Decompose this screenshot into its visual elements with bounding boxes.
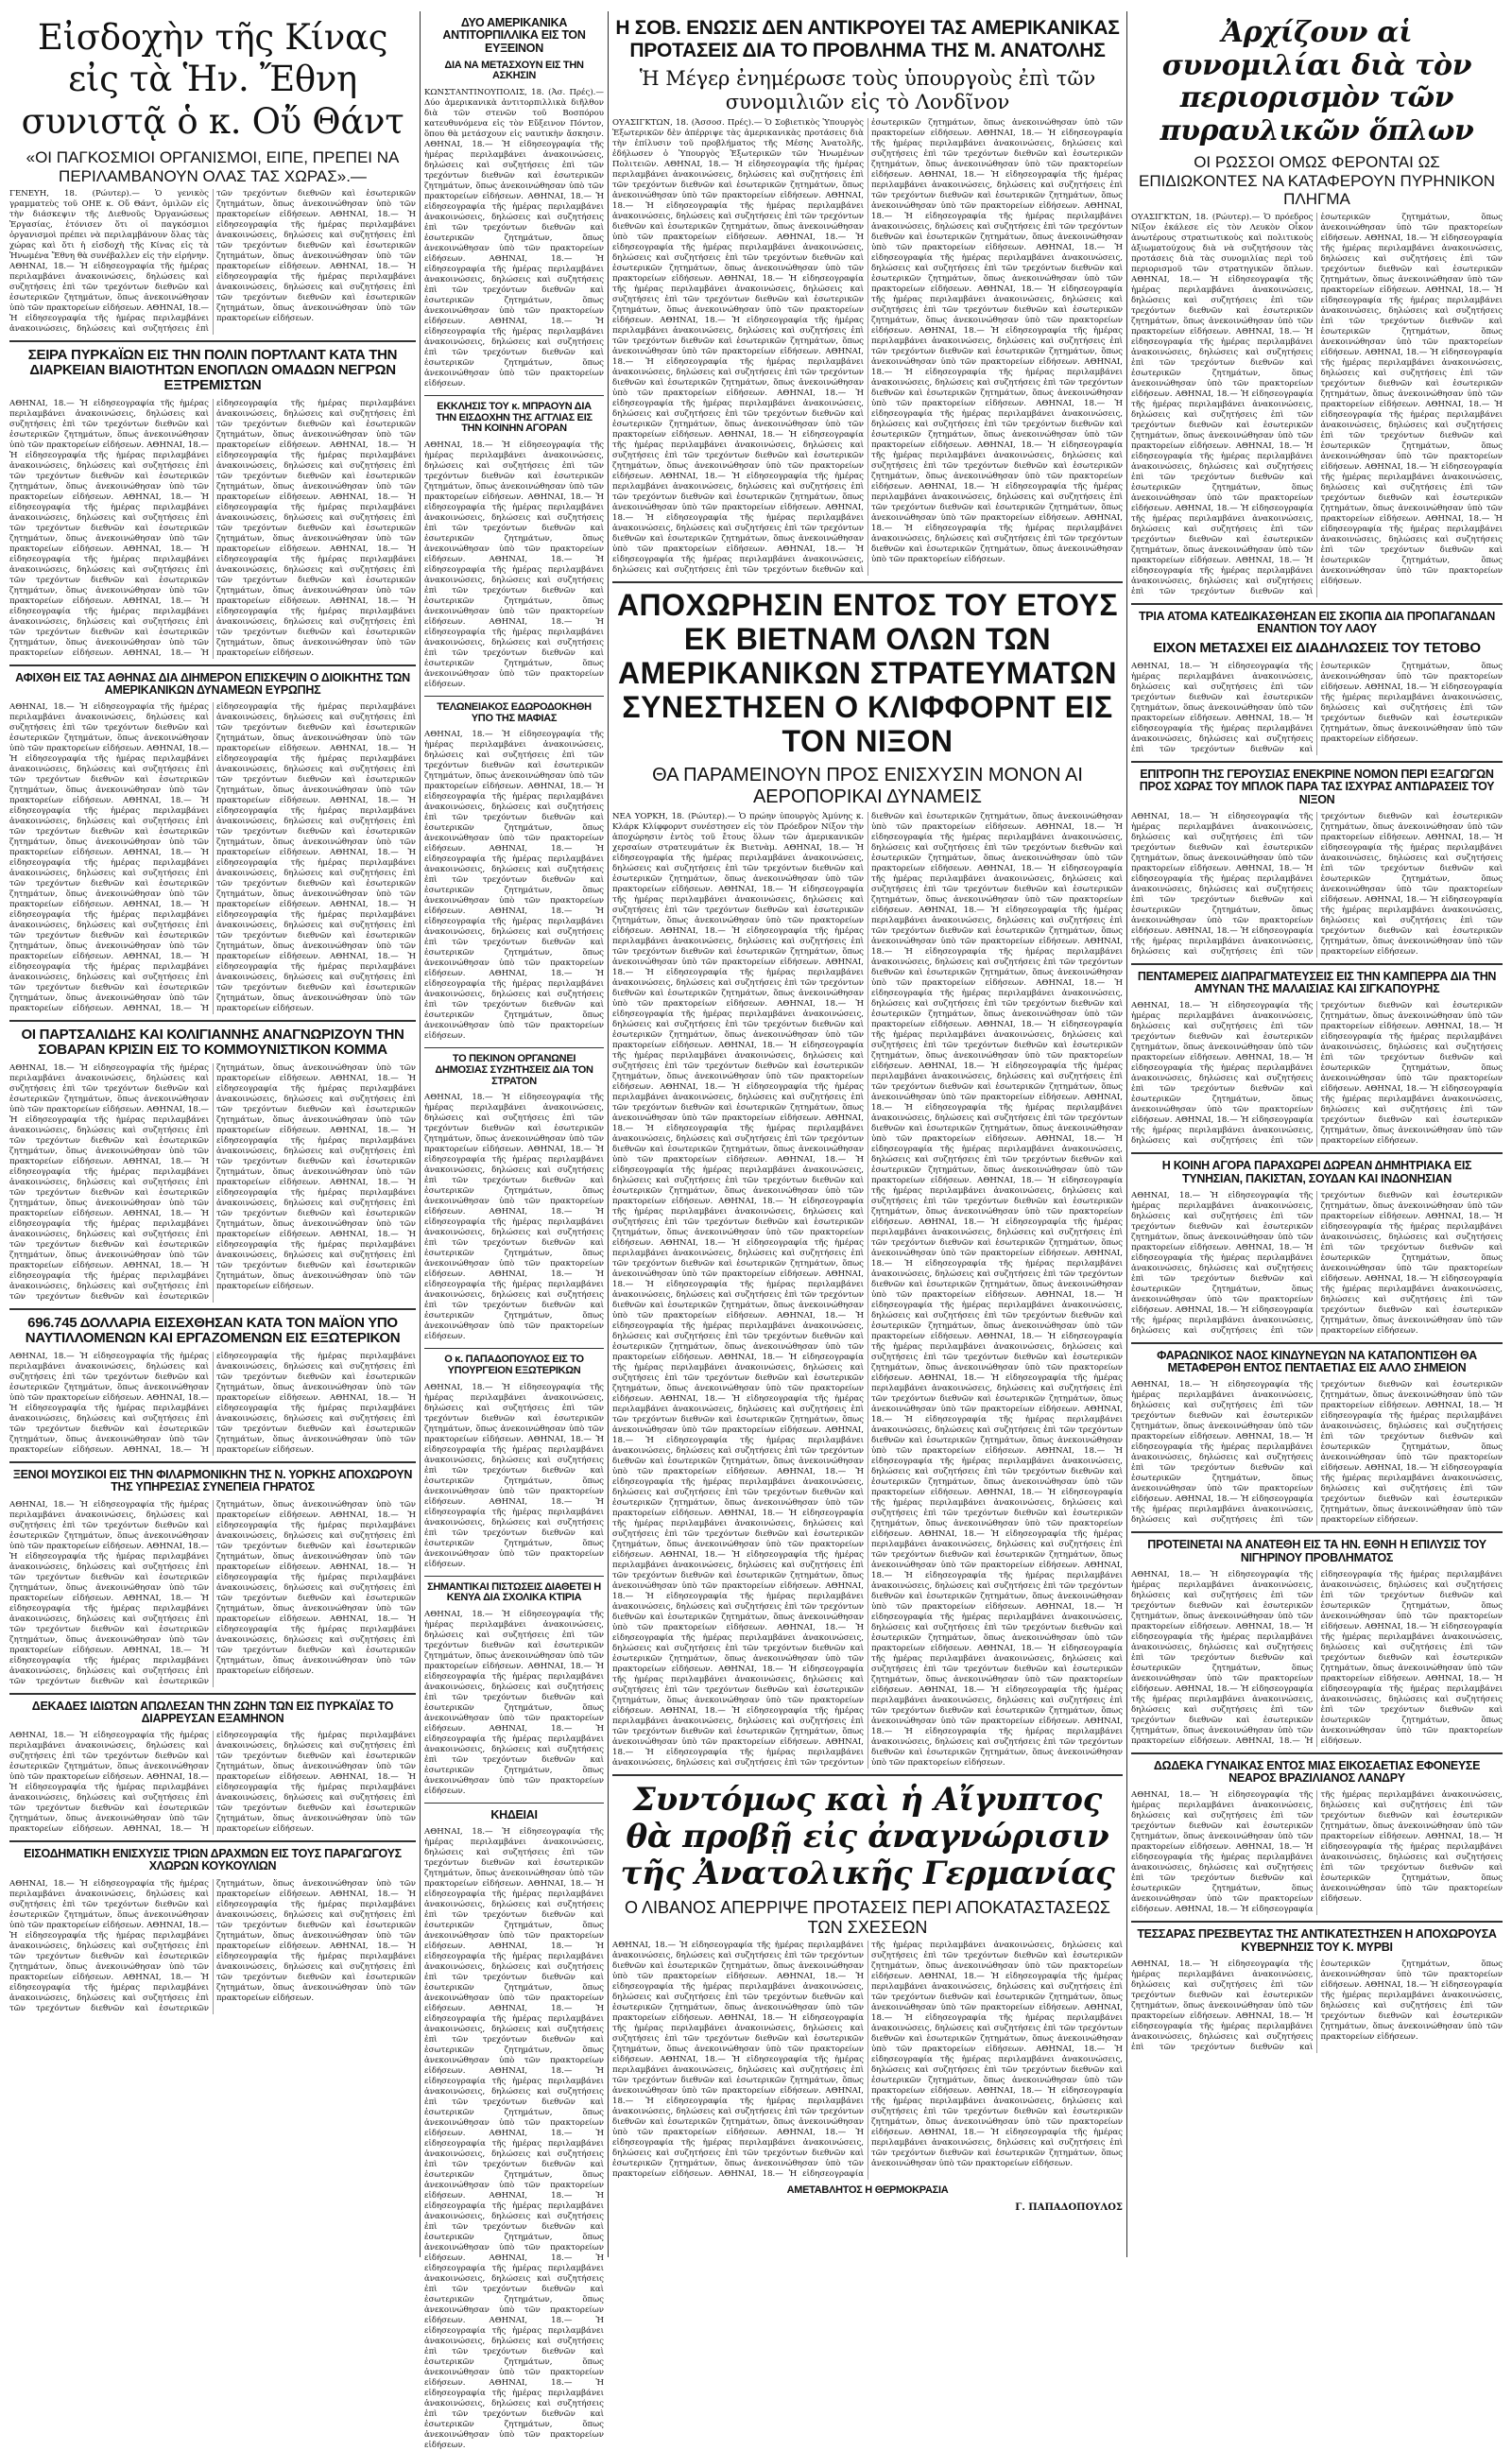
headline-fire-deaths: ΔΕΚΑΔΕΣ ΙΔΙΩΤΩΝ ΑΠΩΛΕΣΑΝ ΤΗΝ ΖΩΗΝ ΤΩΝ ΕΙΣ ΠΥΡΚΑΪΑΣ ΤΟ ΔΙΑΡΡΕΥΣΑΝ ΕΞΑΜΗΝΟΝ — [31, 1699, 394, 1725]
headline-portland-fires: ΣΕΙΡΑ ΠΥΡΚΑΪΩΝ ΕΙΣ ΤΗΝ ΠΟΛΙΝ ΠΟΡΤΛΑΝΤ ΚΑΤΑ ΤΗΝ ΔΙΑΡΚΕΙΑΝ ΒΙΑΙΟΤΗΤΩΝ ΕΝΟΠΛΩΝ ΟΜΑΔΩΝ ΝΕΓΡΩΝ ΕΞΤΡΕΜΙΣΤΩΝ — [27, 347, 398, 394]
headline-skopje: ΤΡΙΑ ΑΤΟΜΑ ΚΑΤΕΔΙΚΑΣΘΗΣΑΝ ΕΙΣ ΣΚΟΠΙΑ ΔΙΑ ΠΡΟΠΑΓΑΝΔΑΝ ΕΝΑΝΤΙΟΝ ΤΟΥ ΛΑΟΥ — [1138, 609, 1496, 635]
article-text: ΑΘΗΝΑΙ, 18.— Ἡ εἰδησεογραφία τῆς ἡμέρας περιλαμβάνει ἀνακοινώσεις, δηλώσεις καὶ συζητήσεις ἐπὶ τῶν τρεχόντων διεθνῶν καὶ ἐσωτερικῶν ζητημάτων, ὅπως ἀνεκοινώθησαν ὑπὸ τῶν πρακτορείων εἰδήσεων. ΑΘΗΝΑΙ, 18.— Ἡ εἰδησεογραφία τῆς ἡμέρας περιλαμβάνει ἀνακοινώσεις, δηλώσεις καὶ συζητήσεις ἐπὶ τῶν τρεχόντων διεθνῶν καὶ ἐσωτερικῶν ζητημάτων, ὅπως ἀνεκοινώθησαν ὑπὸ τῶν πρακτορείων εἰδήσεων. ΑΘΗΝΑΙ, 18.— Ἡ εἰδησεογραφία τῆς ἡμέρας περιλαμβάνει ἀνακοινώσεις, δηλώσεις καὶ συζητήσεις ἐπὶ τῶν τρεχόντων διεθνῶν καὶ ἐσωτερικῶν ζητημάτων, ὅπως ἀνεκοινώθησαν ὑπὸ τῶν πρακτορείων εἰδήσεων. ΑΘΗΝΑΙ, 18.— Ἡ εἰδησεογραφία τῆς ἡμέρας περιλαμβάνει ἀνακοινώσεις, δηλώσεις καὶ συζητήσεις ἐπὶ τῶν τρεχόντων διεθνῶν καὶ ἐσωτερικῶν ζητημάτων, ὅπως ἀνεκοινώθησαν ὑπὸ τῶν πρακτορείων εἰδήσεων. — [1131, 1790, 1503, 1915]
headline-kenya-schools: ΣΗΜΑΝΤΙΚΑΙ ΠΙΣΤΩΣΕΙΣ ΔΙΑΘΕΤΕΙ Η ΚΕΝΥΑ ΔΙΑ ΣΧΟΛΙΚΑ ΚΤΙΡΙΑ — [427, 1580, 601, 1604]
article-text: ΑΘΗΝΑΙ, 18.— Ἡ εἰδησεογραφία τῆς ἡμέρας περιλαμβάνει ἀνακοινώσεις, δηλώσεις καὶ συζητήσεις ἐπὶ τῶν τρεχόντων διεθνῶν καὶ ἐσωτερικῶν ζητημάτων, ὅπως ἀνεκοινώθησαν ὑπὸ τῶν πρακτορείων εἰδήσεων. ΑΘΗΝΑΙ, 18.— Ἡ εἰδησεογραφία τῆς ἡμέρας περιλαμβάνει ἀνακοινώσεις, δηλώσεις καὶ συζητήσεις ἐπὶ τῶν τρεχόντων διεθνῶν καὶ ἐσωτερικῶν ζητημάτων, ὅπως ἀνεκοινώθησαν ὑπὸ τῶν πρακτορείων εἰδήσεων. ΑΘΗΝΑΙ, 18.— Ἡ εἰδησεογραφία τῆς ἡμέρας περιλαμβάνει ἀνακοινώσεις, δηλώσεις καὶ συζητήσεις ἐπὶ τῶν τρεχόντων διεθνῶν καὶ ἐσωτερικῶν ζητημάτων, ὅπως ἀνεκοινώθησαν ὑπὸ τῶν πρακτορείων εἰδήσεων. ΑΘΗΝΑΙ, 18.— Ἡ εἰδησεογραφία τῆς ἡμέρας περιλαμβάνει ἀνακοινώσεις, δηλώσεις καὶ συζητήσεις ἐπὶ τῶν τρεχόντων διεθνῶν καὶ ἐσωτερικῶν ζητημάτων, ὅπως ἀνεκοινώθησαν ὑπὸ τῶν πρακτορείων εἰδήσεων. — [9, 1731, 416, 1834]
article-text: ΑΘΗΝΑΙ, 18.— Ἡ εἰδησεογραφία τῆς ἡμέρας περιλαμβάνει ἀνακοινώσεις, δηλώσεις καὶ συζητήσεις ἐπὶ τῶν τρεχόντων διεθνῶν καὶ ἐσωτερικῶν ζητημάτων, ὅπως ἀνεκοινώθησαν ὑπὸ τῶν πρακτορείων εἰδήσεων. ΑΘΗΝΑΙ, 18.— Ἡ εἰδησεογραφία τῆς ἡμέρας περιλαμβάνει ἀνακοινώσεις, δηλώσεις καὶ συζητήσεις ἐπὶ τῶν τρεχόντων διεθνῶν καὶ ἐσωτερικῶν ζητημάτων, ὅπως ἀνεκοινώθησαν ὑπὸ τῶν πρακτορείων εἰδήσεων. ΑΘΗΝΑΙ, 18.— Ἡ εἰδησεογραφία τῆς ἡμέρας περιλαμβάνει ἀνακοινώσεις, δηλώσεις καὶ συζητήσεις ἐπὶ τῶν τρεχόντων διεθνῶν καὶ ἐσωτερικῶν ζητημάτων, ὅπως ἀνεκοινώθησαν ὑπὸ τῶν πρακτορείων εἰδήσεων. ΑΘΗΝΑΙ, 18.— Ἡ εἰδησεογραφία τῆς ἡμέρας περιλαμβάνει ἀνακοινώσεις, δηλώσεις καὶ συζητήσεις ἐπὶ τῶν τρεχόντων διεθνῶν καὶ ἐσωτερικῶν ζητημάτων, ὅπως ἀνεκοινώθησαν ὑπὸ τῶν πρακτορείων εἰδήσεων. — [424, 1093, 604, 1342]
article-text: ΑΘΗΝΑΙ, 18.— Ἡ εἰδησεογραφία τῆς ἡμέρας περιλαμβάνει ἀνακοινώσεις, δηλώσεις καὶ συζητήσεις ἐπὶ τῶν τρεχόντων διεθνῶν καὶ ἐσωτερικῶν ζητημάτων, ὅπως ἀνεκοινώθησαν ὑπὸ τῶν πρακτορείων εἰδήσεων. ΑΘΗΝΑΙ, 18.— Ἡ εἰδησεογραφία τῆς ἡμέρας περιλαμβάνει ἀνακοινώσεις, δηλώσεις καὶ συζητήσεις ἐπὶ τῶν τρεχόντων διεθνῶν καὶ ἐσωτερικῶν ζητημάτων, ὅπως ἀνεκοινώθησαν ὑπὸ τῶν πρακτορείων εἰδήσεων. ΑΘΗΝΑΙ, 18.— Ἡ εἰδησεογραφία τῆς ἡμέρας περιλαμβάνει ἀνακοινώσεις, δηλώσεις καὶ συζητήσεις ἐπὶ τῶν τρεχόντων διεθνῶν καὶ ἐσωτερικῶν ζητημάτων, ὅπως ἀνεκοινώθησαν ὑπὸ τῶν πρακτορείων εἰδήσεων. ΑΘΗΝΑΙ, 18.— Ἡ εἰδησεογραφία τῆς ἡμέρας περιλαμβάνει ἀνακοινώσεις, δηλώσεις καὶ συζητήσεις ἐπὶ τῶν τρεχόντων διεθνῶν καὶ ἐσωτερικῶν ζητημάτων, ὅπως ἀνεκοινώθησαν ὑπὸ τῶν πρακτορείων εἰδήσεων. ΑΘΗΝΑΙ, 18.— Ἡ εἰδησεογραφία τῆς ἡμέρας περιλαμβάνει ἀνακοινώσεις, δηλώσεις καὶ συζητήσεις ἐπὶ τῶν τρεχόντων διεθνῶν καὶ ἐσωτερικῶν ζητημάτων, ὅπως ἀνεκοινώθησαν ὑπὸ τῶν πρακτορείων εἰδήσεων. — [1131, 1001, 1503, 1147]
article-text: ΑΘΗΝΑΙ, 18.— Ἡ εἰδησεογραφία τῆς ἡμέρας περιλαμβάνει ἀνακοινώσεις, δηλώσεις καὶ συζητήσεις ἐπὶ τῶν τρεχόντων διεθνῶν καὶ ἐσωτερικῶν ζητημάτων, ὅπως ἀνεκοινώθησαν ὑπὸ τῶν πρακτορείων εἰδήσεων. ΑΘΗΝΑΙ, 18.— Ἡ εἰδησεογραφία τῆς ἡμέρας περιλαμβάνει ἀνακοινώσεις, δηλώσεις καὶ συζητήσεις ἐπὶ τῶν τρεχόντων διεθνῶν καὶ ἐσωτερικῶν ζητημάτων, ὅπως ἀνεκοινώθησαν ὑπὸ τῶν πρακτορείων εἰδήσεων. ΑΘΗΝΑΙ, 18.— Ἡ εἰδησεογραφία τῆς ἡμέρας περιλαμβάνει ἀνακοινώσεις, δηλώσεις καὶ συζητήσεις ἐπὶ τῶν τρεχόντων διεθνῶν καὶ ἐσωτερικῶν ζητημάτων, ὅπως ἀνεκοινώθησαν ὑπὸ τῶν πρακτορείων εἰδήσεων. ΑΘΗΝΑΙ, 18.— Ἡ εἰδησεογραφία τῆς ἡμέρας περιλαμβάνει ἀνακοινώσεις, δηλώσεις καὶ συζητήσεις ἐπὶ τῶν τρεχόντων διεθνῶν καὶ ἐσωτερικῶν ζητημάτων, ὅπως ἀνεκοινώθησαν ὑπὸ τῶν πρακτορείων εἰδήσεων. ΑΘΗΝΑΙ, 18.— Ἡ εἰδησεογραφία τῆς ἡμέρας περιλαμβάνει ἀνακοινώσεις, δηλώσεις καὶ συζητήσεις ἐπὶ τῶν τρεχόντων διεθνῶν καὶ ἐσωτερικῶν ζητημάτων, ὅπως ἀνεκοινώθησαν ὑπὸ τῶν πρακτορείων εἰδήσεων. — [1131, 1190, 1503, 1336]
article-text: ΑΘΗΝΑΙ, 18.— Ἡ εἰδησεογραφία τῆς ἡμέρας περιλαμβάνει ἀνακοινώσεις, δηλώσεις καὶ συζητήσεις ἐπὶ τῶν τρεχόντων διεθνῶν καὶ ἐσωτερικῶν ζητημάτων, ὅπως ἀνεκοινώθησαν ὑπὸ τῶν πρακτορείων εἰδήσεων. ΑΘΗΝΑΙ, 18.— Ἡ εἰδησεογραφία τῆς ἡμέρας περιλαμβάνει ἀνακοινώσεις, δηλώσεις καὶ συζητήσεις ἐπὶ τῶν τρεχόντων διεθνῶν καὶ ἐσωτερικῶν ζητημάτων, ὅπως ἀνεκοινώθησαν ὑπὸ τῶν πρακτορείων εἰδήσεων. ΑΘΗΝΑΙ, 18.— Ἡ εἰδησεογραφία τῆς ἡμέρας περιλαμβάνει ἀνακοινώσεις, δηλώσεις καὶ συζητήσεις ἐπὶ τῶν τρεχόντων διεθνῶν καὶ ἐσωτερικῶν ζητημάτων, ὅπως ἀνεκοινώθησαν ὑπὸ τῶν πρακτορείων εἰδήσεων. — [1131, 1959, 1503, 2052]
subheadline-meir: Ἡ Μέγερ ἐνημέρωσε τοὺς ὑπουργοὺς ἐπὶ τῶν συνομιλιῶν εἰς τὸ Λονδῖνον — [639, 67, 1096, 114]
subheadline-tetovo: ΕΙΧΟΝ ΜΕΤΑΣΧΕΙ ΕΙΣ ΔΙΑΔΗΛΩΣΕΙΣ ΤΟΥ ΤΕΤΟΒΟ — [1153, 640, 1481, 657]
article-text: ΑΘΗΝΑΙ, 18.— Ἡ εἰδησεογραφία τῆς ἡμέρας περιλαμβάνει ἀνακοινώσεις, δηλώσεις καὶ συζητήσεις ἐπὶ τῶν τρεχόντων διεθνῶν καὶ ἐσωτερικῶν ζητημάτων, ὅπως ἀνεκοινώθησαν ὑπὸ τῶν πρακτορείων εἰδήσεων. ΑΘΗΝΑΙ, 18.— Ἡ εἰδησεογραφία τῆς ἡμέρας περιλαμβάνει ἀνακοινώσεις, δηλώσεις καὶ συζητήσεις ἐπὶ τῶν τρεχόντων διεθνῶν καὶ ἐσωτερικῶν ζητημάτων, ὅπως ἀνεκοινώθησαν ὑπὸ τῶν πρακτορείων εἰδήσεων. ΑΘΗΝΑΙ, 18.— Ἡ εἰδησεογραφία τῆς ἡμέρας περιλαμβάνει ἀνακοινώσεις, δηλώσεις καὶ συζητήσεις ἐπὶ τῶν τρεχόντων διεθνῶν καὶ ἐσωτερικῶν ζητημάτων, ὅπως ἀνεκοινώθησαν ὑπὸ τῶν πρακτορείων εἰδήσεων. ΑΘΗΝΑΙ, 18.— Ἡ εἰδησεογραφία τῆς ἡμέρας περιλαμβάνει ἀνακοινώσεις, δηλώσεις καὶ συζητήσεις ἐπὶ τῶν τρεχόντων διεθνῶν καὶ ἐσωτερικῶν ζητημάτων, ὅπως ἀνεκοινώθησαν ὑπὸ τῶν πρακτορείων εἰδήσεων. ΑΘΗΝΑΙ, 18.— Ἡ εἰδησεογραφία τῆς ἡμέρας περιλαμβάνει ἀνακοινώσεις, δηλώσεις καὶ συζητήσεις ἐπὶ τῶν τρεχόντων διεθνῶν καὶ ἐσωτερικῶν ζητημάτων, ὅπως ἀνεκοινώθησαν ὑπὸ τῶν πρακτορείων εἰδήσεων. ΑΘΗΝΑΙ, 18.— Ἡ εἰδησεογραφία τῆς ἡμέρας περιλαμβάνει ἀνακοινώσεις, δηλώσεις καὶ συζητήσεις ἐπὶ τῶν τρεχόντων διεθνῶν καὶ ἐσωτερικῶν ζητημάτων, ὅπως ἀνεκοινώθησαν ὑπὸ τῶν πρακτορείων εἰδήσεων. ΑΘΗΝΑΙ, 18.— Ἡ εἰδησεογραφία τῆς ἡμέρας περιλαμβάνει ἀνακοινώσεις, δηλώσεις καὶ συζητήσεις ἐπὶ τῶν τρεχόντων διεθνῶν καὶ ἐσωτερικῶν ζητημάτων, ὅπως ἀνεκοινώθησαν ὑπὸ τῶν πρακτορείων εἰδήσεων. ΑΘΗΝΑΙ, 18.— Ἡ εἰδησεογραφία τῆς ἡμέρας περιλαμβάνει ἀνακοινώσεις, δηλώσεις καὶ συζητήσεις ἐπὶ τῶν τρεχόντων διεθνῶν καὶ ἐσωτερικῶν ζητημάτων, ὅπως ἀνεκοινώθησαν ὑπὸ τῶν πρακτορείων εἰδήσεων. ΑΘΗΝΑΙ, 18.— Ἡ εἰδησεογραφία τῆς ἡμέρας περιλαμβάνει ἀνακοινώσεις, δηλώσεις καὶ συζητήσεις ἐπὶ τῶν τρεχόντων διεθνῶν καὶ ἐσωτερικῶν ζητημάτων, ὅπως ἀνεκοινώθησαν ὑπὸ τῶν πρακτορείων εἰδήσεων. ΑΘΗΝΑΙ, 18.— Ἡ εἰδησεογραφία τῆς ἡμέρας περιλαμβάνει ἀνακοινώσεις, δηλώσεις καὶ συζητήσεις ἐπὶ τῶν τρεχόντων διεθνῶν καὶ ἐσωτερικῶν ζητημάτων, ὅπως ἀνεκοινώθησαν ὑπὸ τῶν πρακτορείων εἰδήσεων. ΑΘΗΝΑΙ, 18.— Ἡ εἰδησεογραφία τῆς ἡμέρας περιλαμβάνει ἀνακοινώσεις, δηλώσεις καὶ συζητήσεις ἐπὶ τῶν τρεχόντων διεθνῶν καὶ ἐσωτερικῶν ζητημάτων, ὅπως ἀνεκοινώθησαν ὑπὸ τῶν πρακτορείων εἰδήσεων. ΑΘΗΝΑΙ, 18.— Ἡ εἰδησεογραφία τῆς ἡμέρας περιλαμβάνει ἀνακοινώσεις, δηλώσεις καὶ συζητήσεις ἐπὶ τῶν τρεχόντων διεθνῶν καὶ ἐσωτερικῶν ζητημάτων, ὅπως ἀνεκοινώθησαν ὑπὸ τῶν πρακτορείων εἰδήσεων. — [612, 1941, 1123, 2180]
headline-vietnam-withdrawal: ΑΠΟΧΩΡΗΣΙΝ ΕΝΤΟΣ ΤΟΥ ΕΤΟΥΣ ΕΚ ΒΙΕΤΝΑΜ ΟΛΩΝ ΤΩΝ ΑΜΕΡΙΚΑΝΙΚΩΝ ΣΤΡΑΤΕΥΜΑΤΩΝ ΣΥΝΕΣΤΗΣΕΝ Ο ΚΛΙΦΦΟΡΝΤ ΕΙΣ ΤΟΝ ΝΙΞΟΝ — [616, 588, 1119, 758]
headline-senate-exports: ΕΠΙΤΡΟΠΗ ΤΗΣ ΓΕΡΟΥΣΙΑΣ ΕΝΕΚΡΙΝΕ ΝΟΜΟΝ ΠΕΡΙ ΕΞΑΓΩΓΩΝ ΠΡΟΣ ΧΩΡΑΣ ΤΟΥ ΜΠΛΟΚ ΠΑΡΑ ΤΑΣ ΙΣΧΥΡΑΣ ΑΝΤΙΔΡΑΣΕΙΣ ΤΟΥ ΝΙΞΟΝ — [1139, 768, 1495, 806]
headline-pharaonic-temple: ΦΑΡΑΩΝΙΚΟΣ ΝΑΟΣ ΚΙΝΔΥΝΕΥΩΝ ΝΑ ΚΑΤΑΠΟΝΤΙΣΘΗ ΘΑ ΜΕΤΑΦΕΡΘΗ ΕΝΤΟΣ ΠΕΝΤΑΕΤΙΑΣ ΕΙΣ ΑΛΛΟ ΣΗΜΕΙΟΝ — [1157, 1348, 1477, 1375]
headline-brown-appeal: ΕΚΚΛΗΣΙΣ ΤΟΥ κ. ΜΠΡΑΟΥΝ ΔΙΑ ΤΗΝ ΕΙΣΔΟΧΗΝ ΤΗΣ ΑΓΓΛΙΑΣ ΕΙΣ ΤΗΝ ΚΟΙΝΗΝ ΑΓΟΡΑΝ — [436, 401, 593, 435]
headline-arms-talks: Ἀρχίζουν αἱ συνομιλίαι διὰ τὸν περιορισμὸν τῶν πυραυλικῶν ὅπλων — [1160, 16, 1474, 147]
article-text: ΑΘΗΝΑΙ, 18.— Ἡ εἰδησεογραφία τῆς ἡμέρας περιλαμβάνει ἀνακοινώσεις, δηλώσεις καὶ συζητήσεις ἐπὶ τῶν τρεχόντων διεθνῶν καὶ ἐσωτερικῶν ζητημάτων, ὅπως ἀνεκοινώθησαν ὑπὸ τῶν πρακτορείων εἰδήσεων. ΑΘΗΝΑΙ, 18.— Ἡ εἰδησεογραφία τῆς ἡμέρας περιλαμβάνει ἀνακοινώσεις, δηλώσεις καὶ συζητήσεις ἐπὶ τῶν τρεχόντων διεθνῶν καὶ ἐσωτερικῶν ζητημάτων, ὅπως ἀνεκοινώθησαν ὑπὸ τῶν πρακτορείων εἰδήσεων. ΑΘΗΝΑΙ, 18.— Ἡ εἰδησεογραφία τῆς ἡμέρας περιλαμβάνει ἀνακοινώσεις, δηλώσεις καὶ συζητήσεις ἐπὶ τῶν τρεχόντων διεθνῶν καὶ ἐσωτερικῶν ζητημάτων, ὅπως ἀνεκοινώθησαν ὑπὸ τῶν πρακτορείων εἰδήσεων. ΑΘΗΝΑΙ, 18.— Ἡ εἰδησεογραφία τῆς ἡμέρας περιλαμβάνει ἀνακοινώσεις, δηλώσεις καὶ συζητήσεις ἐπὶ τῶν τρεχόντων διεθνῶν καὶ ἐσωτερικῶν ζητημάτων, ὅπως ἀνεκοινώθησαν ὑπὸ τῶν πρακτορείων εἰδήσεων. — [9, 1352, 416, 1455]
right-column — [1131, 11, 1503, 2257]
headline-communist-crisis: ΟΙ ΠΑΡΤΣΑΛΙΔΗΣ ΚΑΙ ΚΟΛΙΓΙΑΝΝΗΣ ΑΝΑΓΝΩΡΙΖΟΥΝ ΤΗΝ ΣΟΒΑΡΑΝ ΚΡΙΣΙΝ ΕΙΣ ΤΟ ΚΟΜΜΟΥΝΙΣΤΙΚΟΝ ΚΟΜΜΑ — [21, 1027, 404, 1059]
article-text: ΑΘΗΝΑΙ, 18.— Ἡ εἰδησεογραφία τῆς ἡμέρας περιλαμβάνει ἀνακοινώσεις, δηλώσεις καὶ συζητήσεις ἐπὶ τῶν τρεχόντων διεθνῶν καὶ ἐσωτερικῶν ζητημάτων, ὅπως ἀνεκοινώθησαν ὑπὸ τῶν πρακτορείων εἰδήσεων. ΑΘΗΝΑΙ, 18.— Ἡ εἰδησεογραφία τῆς ἡμέρας περιλαμβάνει ἀνακοινώσεις, δηλώσεις καὶ συζητήσεις ἐπὶ τῶν τρεχόντων διεθνῶν καὶ ἐσωτερικῶν ζητημάτων, ὅπως ἀνεκοινώθησαν ὑπὸ τῶν πρακτορείων εἰδήσεων. ΑΘΗΝΑΙ, 18.— Ἡ εἰδησεογραφία τῆς ἡμέρας περιλαμβάνει ἀνακοινώσεις, δηλώσεις καὶ συζητήσεις ἐπὶ τῶν τρεχόντων διεθνῶν καὶ ἐσωτερικῶν ζητημάτων, ὅπως ἀνεκοινώθησαν ὑπὸ τῶν πρακτορείων εἰδήσεων. — [424, 1609, 604, 1796]
headline-funerals: ΚΗΔΕΙΑΙ — [490, 1807, 538, 1821]
column-1 — [9, 11, 416, 2257]
headline-canberra: ΠΕΝΤΑΜΕΡΕΙΣ ΔΙΑΠΡΑΓΜΑΤΕΥΣΕΙΣ ΕΙΣ ΤΗΝ ΚΑΜΠΕΡΡΑ ΔΙΑ ΤΗΝ ΑΜΥΝΑΝ ΤΗΣ ΜΑΛΑΙΣΙΑΣ ΚΑΙ ΣΙΓΚΑΠΟΥΡΗΣ — [1137, 969, 1497, 996]
article-text: ΓΕΝΕΥΗ, 18. (Ρώυτερ).— Ὁ γενικὸς γραμματεὺς τοῦ ΟΗΕ κ. Οὔ Θάντ, ὁμιλῶν εἰς τὴν διάσκεψιν τῆς Διεθνοῦς Ὀργανώσεως Ἐργασίας, ἐτόνισεν ὅτι οἱ παγκόσμιοι ὀργανισμοὶ πρέπει νὰ περιλαμβάνουν ὅλας τὰς χώρας καὶ ὅτι ἡ εἰσδοχὴ τῆς Κίνας εἰς τὰ Ἡνωμένα Ἔθνη θὰ συνέβαλλεν εἰς τὴν εἰρήνην. ΑΘΗΝΑΙ, 18.— Ἡ εἰδησεογραφία τῆς ἡμέρας περιλαμβάνει ἀνακοινώσεις, δηλώσεις καὶ συζητήσεις ἐπὶ τῶν τρεχόντων διεθνῶν καὶ ἐσωτερικῶν ζητημάτων, ὅπως ἀνεκοινώθησαν ὑπὸ τῶν πρακτορείων εἰδήσεων. ΑΘΗΝΑΙ, 18.— Ἡ εἰδησεογραφία τῆς ἡμέρας περιλαμβάνει ἀνακοινώσεις, δηλώσεις καὶ συζητήσεις ἐπὶ τῶν τρεχόντων διεθνῶν καὶ ἐσωτερικῶν ζητημάτων, ὅπως ἀνεκοινώθησαν ὑπὸ τῶν πρακτορείων εἰδήσεων. ΑΘΗΝΑΙ, 18.— Ἡ εἰδησεογραφία τῆς ἡμέρας περιλαμβάνει ἀνακοινώσεις, δηλώσεις καὶ συζητήσεις ἐπὶ τῶν τρεχόντων διεθνῶν καὶ ἐσωτερικῶν ζητημάτων, ὅπως ἀνεκοινώθησαν ὑπὸ τῶν πρακτορείων εἰδήσεων. ΑΘΗΝΑΙ, 18.— Ἡ εἰδησεογραφία τῆς ἡμέρας περιλαμβάνει ἀνακοινώσεις, δηλώσεις καὶ συζητήσεις ἐπὶ τῶν τρεχόντων διεθνῶν καὶ ἐσωτερικῶν ζητημάτων, ὅπως ἀνεκοινώθησαν ὑπὸ τῶν πρακτορείων εἰδήσεων. — [9, 189, 416, 335]
article-text: ΑΘΗΝΑΙ, 18.— Ἡ εἰδησεογραφία τῆς ἡμέρας περιλαμβάνει ἀνακοινώσεις, δηλώσεις καὶ συζητήσεις ἐπὶ τῶν τρεχόντων διεθνῶν καὶ ἐσωτερικῶν ζητημάτων, ὅπως ἀνεκοινώθησαν ὑπὸ τῶν πρακτορείων εἰδήσεων. ΑΘΗΝΑΙ, 18.— Ἡ εἰδησεογραφία τῆς ἡμέρας περιλαμβάνει ἀνακοινώσεις, δηλώσεις καὶ συζητήσεις ἐπὶ τῶν τρεχόντων διεθνῶν καὶ ἐσωτερικῶν ζητημάτων, ὅπως ἀνεκοινώθησαν ὑπὸ τῶν πρακτορείων εἰδήσεων. ΑΘΗΝΑΙ, 18.— Ἡ εἰδησεογραφία τῆς ἡμέρας περιλαμβάνει ἀνακοινώσεις, δηλώσεις καὶ συζητήσεις ἐπὶ τῶν τρεχόντων διεθνῶν καὶ ἐσωτερικῶν ζητημάτων, ὅπως ἀνεκοινώθησαν ὑπὸ τῶν πρακτορείων εἰδήσεων. ΑΘΗΝΑΙ, 18.— Ἡ εἰδησεογραφία τῆς ἡμέρας περιλαμβάνει ἀνακοινώσεις, δηλώσεις καὶ συζητήσεις ἐπὶ τῶν τρεχόντων διεθνῶν καὶ ἐσωτερικῶν ζητημάτων, ὅπως ἀνεκοινώθησαν ὑπὸ τῶν πρακτορείων εἰδήσεων. ΑΘΗΝΑΙ, 18.— Ἡ εἰδησεογραφία τῆς ἡμέρας περιλαμβάνει ἀνακοινώσεις, δηλώσεις καὶ συζητήσεις ἐπὶ τῶν τρεχόντων διεθνῶν καὶ ἐσωτερικῶν ζητημάτων, ὅπως ἀνεκοινώθησαν ὑπὸ τῶν πρακτορείων εἰδήσεων. — [9, 1878, 416, 2013]
article-text: ΝΕΑ ΥΟΡΚΗ, 18. (Ρώυτερ).— Ὁ πρώην ὑπουργὸς Ἀμύνης κ. Κλάρκ Κλίφφορντ συνέστησεν εἰς τὸν Πρόεδρον Νίξον τὴν ἀποχώρησιν ἐντὸς τοῦ ἔτους ὅλων τῶν ἀμερικανικῶν χερσαίων στρατευμάτων ἐκ Βιετνὰμ. ΑΘΗΝΑΙ, 18.— Ἡ εἰδησεογραφία τῆς ἡμέρας περιλαμβάνει ἀνακοινώσεις, δηλώσεις καὶ συζητήσεις ἐπὶ τῶν τρεχόντων διεθνῶν καὶ ἐσωτερικῶν ζητημάτων, ὅπως ἀνεκοινώθησαν ὑπὸ τῶν πρακτορείων εἰδήσεων. ΑΘΗΝΑΙ, 18.— Ἡ εἰδησεογραφία τῆς ἡμέρας περιλαμβάνει ἀνακοινώσεις, δηλώσεις καὶ συζητήσεις ἐπὶ τῶν τρεχόντων διεθνῶν καὶ ἐσωτερικῶν ζητημάτων, ὅπως ἀνεκοινώθησαν ὑπὸ τῶν πρακτορείων εἰδήσεων. ΑΘΗΝΑΙ, 18.— Ἡ εἰδησεογραφία τῆς ἡμέρας περιλαμβάνει ἀνακοινώσεις, δηλώσεις καὶ συζητήσεις ἐπὶ τῶν τρεχόντων διεθνῶν καὶ ἐσωτερικῶν ζητημάτων, ὅπως ἀνεκοινώθησαν ὑπὸ τῶν πρακτορείων εἰδήσεων. ΑΘΗΝΑΙ, 18.— Ἡ εἰδησεογραφία τῆς ἡμέρας περιλαμβάνει ἀνακοινώσεις, δηλώσεις καὶ συζητήσεις ἐπὶ τῶν τρεχόντων διεθνῶν καὶ ἐσωτερικῶν ζητημάτων, ὅπως ἀνεκοινώθησαν ὑπὸ τῶν πρακτορείων εἰδήσεων. ΑΘΗΝΑΙ, 18.— Ἡ εἰδησεογραφία τῆς ἡμέρας περιλαμβάνει ἀνακοινώσεις, δηλώσεις καὶ συζητήσεις ἐπὶ τῶν τρεχόντων διεθνῶν καὶ ἐσωτερικῶν ζητημάτων, ὅπως ἀνεκοινώθησαν ὑπὸ τῶν πρακτορείων εἰδήσεων. ΑΘΗΝΑΙ, 18.— Ἡ εἰδησεογραφία τῆς ἡμέρας περιλαμβάνει ἀνακοινώσεις, δηλώσεις καὶ συζητήσεις ἐπὶ τῶν τρεχόντων διεθνῶν καὶ ἐσωτερικῶν ζητημάτων, ὅπως ἀνεκοινώθησαν ὑπὸ τῶν πρακτορείων εἰδήσεων. ΑΘΗΝΑΙ, 18.— Ἡ εἰδησεογραφία τῆς ἡμέρας περιλαμβάνει ἀνακοινώσεις, δηλώσεις καὶ συζητήσεις ἐπὶ τῶν τρεχόντων διεθνῶν καὶ ἐσωτερικῶν ζητημάτων, ὅπως ἀνεκοινώθησαν ὑπὸ τῶν πρακτορείων εἰδήσεων. ΑΘΗΝΑΙ, 18.— Ἡ εἰδησεογραφία τῆς ἡμέρας περιλαμβάνει ἀνακοινώσεις, δηλώσεις καὶ συζητήσεις ἐπὶ τῶν τρεχόντων διεθνῶν καὶ ἐσωτερικῶν ζητημάτων, ὅπως ἀνεκοινώθησαν ὑπὸ τῶν πρακτορείων εἰδήσεων. ΑΘΗΝΑΙ, 18.— Ἡ εἰδησεογραφία τῆς ἡμέρας περιλαμβάνει ἀνακοινώσεις, δηλώσεις καὶ συζητήσεις ἐπὶ τῶν τρεχόντων διεθνῶν καὶ ἐσωτερικῶν ζητημάτων, ὅπως ἀνεκοινώθησαν ὑπὸ τῶν πρακτορείων εἰδήσεων. ΑΘΗΝΑΙ, 18.— Ἡ εἰδησεογραφία τῆς ἡμέρας περιλαμβάνει ἀνακοινώσεις, δηλώσεις καὶ συζητήσεις ἐπὶ τῶν τρεχόντων διεθνῶν καὶ ἐσωτερικῶν ζητημάτων, ὅπως ἀνεκοινώθησαν ὑπὸ τῶν πρακτορείων εἰδήσεων. ΑΘΗΝΑΙ, 18.— Ἡ εἰδησεογραφία τῆς ἡμέρας περιλαμβάνει ἀνακοινώσεις, δηλώσεις καὶ συζητήσεις ἐπὶ τῶν τρεχόντων διεθνῶν καὶ ἐσωτερικῶν ζητημάτων, ὅπως ἀνεκοινώθησαν ὑπὸ τῶν πρακτορείων εἰδήσεων. ΑΘΗΝΑΙ, 18.— Ἡ εἰδησεογραφία τῆς ἡμέρας περιλαμβάνει ἀνακοινώσεις, δηλώσεις καὶ συζητήσεις ἐπὶ τῶν τρεχόντων διεθνῶν καὶ ἐσωτερικῶν ζητημάτων, ὅπως ἀνεκοινώθησαν ὑπὸ τῶν πρακτορείων εἰδήσεων. ΑΘΗΝΑΙ, 18.— Ἡ εἰδησεογραφία τῆς ἡμέρας περιλαμβάνει ἀνακοινώσεις, δηλώσεις καὶ συζητήσεις ἐπὶ τῶν τρεχόντων διεθνῶν καὶ ἐσωτερικῶν ζητημάτων, ὅπως ἀνεκοινώθησαν ὑπὸ τῶν πρακτορείων εἰδήσεων. ΑΘΗΝΑΙ, 18.— Ἡ εἰδησεογραφία τῆς ἡμέρας περιλαμβάνει ἀνακοινώσεις, δηλώσεις καὶ συζητήσεις ἐπὶ τῶν τρεχόντων διεθνῶν καὶ ἐσωτερικῶν ζητημάτων, ὅπως ἀνεκοινώθησαν ὑπὸ τῶν πρακτορείων εἰδήσεων. ΑΘΗΝΑΙ, 18.— Ἡ εἰδησεογραφία τῆς ἡμέρας περιλαμβάνει ἀνακοινώσεις, δηλώσεις καὶ συζητήσεις ἐπὶ τῶν τρεχόντων διεθνῶν καὶ ἐσωτερικῶν ζητημάτων, ὅπως ἀνεκοινώθησαν ὑπὸ τῶν πρακτορείων εἰδήσεων. ΑΘΗΝΑΙ, 18.— Ἡ εἰδησεογραφία τῆς ἡμέρας περιλαμβάνει ἀνακοινώσεις, δηλώσεις καὶ συζητήσεις ἐπὶ τῶν τρεχόντων διεθνῶν καὶ ἐσωτερικῶν ζητημάτων, ὅπως ἀνεκοινώθησαν ὑπὸ τῶν πρακτορείων εἰδήσεων. ΑΘΗΝΑΙ, 18.— Ἡ εἰδησεογραφία τῆς ἡμέρας περιλαμβάνει ἀνακοινώσεις, δηλώσεις καὶ συζητήσεις ἐπὶ τῶν τρεχόντων διεθνῶν καὶ ἐσωτερικῶν ζητημάτων, ὅπως ἀνεκοινώθησαν ὑπὸ τῶν πρακτορείων εἰδήσεων. ΑΘΗΝΑΙ, 18.— Ἡ εἰδησεογραφία τῆς ἡμέρας περιλαμβάνει ἀνακοινώσεις, δηλώσεις καὶ συζητήσεις ἐπὶ τῶν τρεχόντων διεθνῶν καὶ ἐσωτερικῶν ζητημάτων, ὅπως ἀνεκοινώθησαν ὑπὸ τῶν πρακτορείων εἰδήσεων. ΑΘΗΝΑΙ, 18.— Ἡ εἰδησεογραφία τῆς ἡμέρας περιλαμβάνει ἀνακοινώσεις, δηλώσεις καὶ συζητήσεις ἐπὶ τῶν τρεχόντων διεθνῶν καὶ ἐσωτερικῶν ζητημάτων, ὅπως ἀνεκοινώθησαν ὑπὸ τῶν πρακτορείων εἰδήσεων. ΑΘΗΝΑΙ, 18.— Ἡ εἰδησεογραφία τῆς ἡμέρας περιλαμβάνει ἀνακοινώσεις, δηλώσεις καὶ συζητήσεις ἐπὶ τῶν τρεχόντων διεθνῶν καὶ ἐσωτερικῶν ζητημάτων, ὅπως ἀνεκοινώθησαν ὑπὸ τῶν πρακτορείων εἰδήσεων. ΑΘΗΝΑΙ, 18.— Ἡ εἰδησεογραφία τῆς ἡμέρας περιλαμβάνει ἀνακοινώσεις, δηλώσεις καὶ συζητήσεις ἐπὶ τῶν τρεχόντων διεθνῶν καὶ ἐσωτερικῶν ζητημάτων, ὅπως ἀνεκοινώθησαν ὑπὸ τῶν πρακτορείων εἰδήσεων. ΑΘΗΝΑΙ, 18.— Ἡ εἰδησεογραφία τῆς ἡμέρας περιλαμβάνει ἀνακοινώσεις, δηλώσεις καὶ συζητήσεις ἐπὶ τῶν τρεχόντων διεθνῶν καὶ ἐσωτερικῶν ζητημάτων, ὅπως ἀνεκοινώθησαν ὑπὸ τῶν πρακτορείων εἰδήσεων. ΑΘΗΝΑΙ, 18.— Ἡ εἰδησεογραφία τῆς ἡμέρας περιλαμβάνει ἀνακοινώσεις, δηλώσεις καὶ συζητήσεις ἐπὶ τῶν τρεχόντων διεθνῶν καὶ ἐσωτερικῶν ζητημάτων, ὅπως ἀνεκοινώθησαν ὑπὸ τῶν πρακτορείων εἰδήσεων. ΑΘΗΝΑΙ, 18.— Ἡ εἰδησεογραφία τῆς ἡμέρας περιλαμβάνει ἀνακοινώσεις, δηλώσεις καὶ συζητήσεις ἐπὶ τῶν τρεχόντων διεθνῶν καὶ ἐσωτερικῶν ζητημάτων, ὅπως ἀνεκοινώθησαν ὑπὸ τῶν πρακτορείων εἰδήσεων. ΑΘΗΝΑΙ, 18.— Ἡ εἰδησεογραφία τῆς ἡμέρας περιλαμβάνει ἀνακοινώσεις, δηλώσεις καὶ συζητήσεις ἐπὶ τῶν τρεχόντων διεθνῶν καὶ ἐσωτερικῶν ζητημάτων, ὅπως ἀνεκοινώθησαν ὑπὸ τῶν πρακτορείων εἰδήσεων. ΑΘΗΝΑΙ, 18.— Ἡ εἰδησεογραφία τῆς ἡμέρας περιλαμβάνει ἀνακοινώσεις, δηλώσεις καὶ συζητήσεις ἐπὶ τῶν τρεχόντων διεθνῶν καὶ ἐσωτερικῶν ζητημάτων, ὅπως ἀνεκοινώθησαν ὑπὸ τῶν πρακτορείων εἰδήσεων. ΑΘΗΝΑΙ, 18.— Ἡ εἰδησεογραφία τῆς ἡμέρας περιλαμβάνει ἀνακοινώσεις, δηλώσεις καὶ συζητήσεις ἐπὶ τῶν τρεχόντων διεθνῶν καὶ ἐσωτερικῶν ζητημάτων, ὅπως ἀνεκοινώθησαν ὑπὸ τῶν πρακτορείων εἰδήσεων. ΑΘΗΝΑΙ, 18.— Ἡ εἰδησεογραφία τῆς ἡμέρας περιλαμβάνει ἀνακοινώσεις, δηλώσεις καὶ συζητήσεις ἐπὶ τῶν τρεχόντων διεθνῶν καὶ ἐσωτερικῶν ζητημάτων, ὅπως ἀνεκοινώθησαν ὑπὸ τῶν πρακτορείων εἰδήσεων. ΑΘΗΝΑΙ, 18.— Ἡ εἰδησεογραφία τῆς ἡμέρας περιλαμβάνει ἀνακοινώσεις, δηλώσεις καὶ συζητήσεις ἐπὶ τῶν τρεχόντων διεθνῶν καὶ ἐσωτερικῶν ζητημάτων, ὅπως ἀνεκοινώθησαν ὑπὸ τῶν πρακτορείων εἰδήσεων. ΑΘΗΝΑΙ, 18.— Ἡ εἰδησεογραφία τῆς ἡμέρας περιλαμβάνει ἀνακοινώσεις, δηλώσεις καὶ συζητήσεις ἐπὶ τῶν τρεχόντων διεθνῶν καὶ ἐσωτερικῶν ζητημάτων, ὅπως ἀνεκοινώθησαν ὑπὸ τῶν πρακτορείων εἰδήσεων. ΑΘΗΝΑΙ, 18.— Ἡ εἰδησεογραφία τῆς ἡμέρας περιλαμβάνει ἀνακοινώσεις, δηλώσεις καὶ συζητήσεις ἐπὶ τῶν τρεχόντων διεθνῶν καὶ ἐσωτερικῶν ζητημάτων, ὅπως ἀνεκοινώθησαν ὑπὸ τῶν πρακτορείων εἰδήσεων. ΑΘΗΝΑΙ, 18.— Ἡ εἰδησεογραφία τῆς ἡμέρας περιλαμβάνει ἀνακοινώσεις, δηλώσεις καὶ συζητήσεις ἐπὶ τῶν τρεχόντων διεθνῶν καὶ ἐσωτερικῶν ζητημάτων, ὅπως ἀνεκοινώθησαν ὑπὸ τῶν πρακτορείων εἰδήσεων. ΑΘΗΝΑΙ, 18.— Ἡ εἰδησεογραφία τῆς ἡμέρας περιλαμβάνει ἀνακοινώσεις, δηλώσεις καὶ συζητήσεις ἐπὶ τῶν τρεχόντων διεθνῶν καὶ ἐσωτερικῶν ζητημάτων, ὅπως ἀνεκοινώθησαν ὑπὸ τῶν πρακτορείων εἰδήσεων. ΑΘΗΝΑΙ, 18.— Ἡ εἰδησεογραφία τῆς ἡμέρας περιλαμβάνει ἀνακοινώσεις, δηλώσεις καὶ συζητήσεις ἐπὶ τῶν τρεχόντων διεθνῶν καὶ ἐσωτερικῶν ζητημάτων, ὅπως ἀνεκοινώθησαν ὑπὸ τῶν πρακτορείων εἰδήσεων. ΑΘΗΝΑΙ, 18.— Ἡ εἰδησεογραφία τῆς ἡμέρας περιλαμβάνει ἀνακοινώσεις, δηλώσεις καὶ συζητήσεις ἐπὶ τῶν τρεχόντων διεθνῶν καὶ ἐσωτερικῶν ζητημάτων, ὅπως ἀνεκοινώθησαν ὑπὸ τῶν πρακτορείων εἰδήσεων. ΑΘΗΝΑΙ, 18.— Ἡ εἰδησεογραφία τῆς ἡμέρας περιλαμβάνει ἀνακοινώσεις, δηλώσεις καὶ συζητήσεις ἐπὶ τῶν τρεχόντων διεθνῶν καὶ ἐσωτερικῶν ζητημάτων, ὅπως ἀνεκοινώθησαν ὑπὸ τῶν πρακτορείων εἰδήσεων. ΑΘΗΝΑΙ, 18.— Ἡ εἰδησεογραφία τῆς ἡμέρας περιλαμβάνει ἀνακοινώσεις, δηλώσεις καὶ συζητήσεις ἐπὶ τῶν τρεχόντων διεθνῶν καὶ ἐσωτερικῶν ζητημάτων, ὅπως ἀνεκοινώθησαν ὑπὸ τῶν πρακτορείων εἰδήσεων. ΑΘΗΝΑΙ, 18.— Ἡ εἰδησεογραφία τῆς ἡμέρας περιλαμβάνει ἀνακοινώσεις, δηλώσεις καὶ συζητήσεις ἐπὶ τῶν τρεχόντων διεθνῶν καὶ ἐσωτερικῶν ζητημάτων, ὅπως ἀνεκοινώθησαν ὑπὸ τῶν πρακτορείων εἰδήσεων. ΑΘΗΝΑΙ, 18.— Ἡ εἰδησεογραφία τῆς ἡμέρας περιλαμβάνει ἀνακοινώσεις, δηλώσεις καὶ συζητήσεις ἐπὶ τῶν τρεχόντων διεθνῶν καὶ ἐσωτερικῶν ζητημάτων, ὅπως ἀνεκοινώθησαν ὑπὸ τῶν πρακτορείων εἰδήσεων. ΑΘΗΝΑΙ, 18.— Ἡ εἰδησεογραφία τῆς ἡμέρας περιλαμβάνει ἀνακοινώσεις, δηλώσεις καὶ συζητήσεις ἐπὶ τῶν τρεχόντων διεθνῶν καὶ ἐσωτερικῶν ζητημάτων, ὅπως ἀνεκοινώθησαν ὑπὸ τῶν πρακτορείων εἰδήσεων. ΑΘΗΝΑΙ, 18.— Ἡ εἰδησεογραφία τῆς ἡμέρας περιλαμβάνει ἀνακοινώσεις, δηλώσεις καὶ συζητήσεις ἐπὶ τῶν τρεχόντων διεθνῶν καὶ ἐσωτερικῶν ζητημάτων, ὅπως ἀνεκοινώθησαν ὑπὸ τῶν πρακτορείων εἰδήσεων. ΑΘΗΝΑΙ, 18.— Ἡ εἰδησεογραφία τῆς ἡμέρας περιλαμβάνει ἀνακοινώσεις, δηλώσεις καὶ συζητήσεις ἐπὶ τῶν τρεχόντων διεθνῶν καὶ ἐσωτερικῶν ζητημάτων, ὅπως ἀνεκοινώθησαν ὑπὸ τῶν πρακτορείων εἰδήσεων. ΑΘΗΝΑΙ, 18.— Ἡ εἰδησεογραφία τῆς ἡμέρας περιλαμβάνει ἀνακοινώσεις, δηλώσεις καὶ συζητήσεις ἐπὶ τῶν τρεχόντων διεθνῶν καὶ ἐσωτερικῶν ζητημάτων, ὅπως ἀνεκοινώθησαν ὑπὸ τῶν πρακτορείων εἰδήσεων. ΑΘΗΝΑΙ, 18.— Ἡ εἰδησεογραφία τῆς ἡμέρας περιλαμβάνει ἀνακοινώσεις, δηλώσεις καὶ συζητήσεις ἐπὶ τῶν τρεχόντων διεθνῶν καὶ ἐσωτερικῶν ζητημάτων, ὅπως ἀνεκοινώθησαν ὑπὸ τῶν πρακτορείων εἰδήσεων. ΑΘΗΝΑΙ, 18.— Ἡ εἰδησεογραφία τῆς ἡμέρας περιλαμβάνει ἀνακοινώσεις, δηλώσεις καὶ συζητήσεις ἐπὶ τῶν τρεχόντων διεθνῶν καὶ ἐσωτερικῶν ζητημάτων, ὅπως ἀνεκοινώθησαν ὑπὸ τῶν πρακτορείων εἰδήσεων. ΑΘΗΝΑΙ, 18.— Ἡ εἰδησεογραφία τῆς ἡμέρας περιλαμβάνει ἀνακοινώσεις, δηλώσεις καὶ συζητήσεις ἐπὶ τῶν τρεχόντων διεθνῶν καὶ ἐσωτερικῶν ζητημάτων, ὅπως ἀνεκοινώθησαν ὑπὸ τῶν πρακτορείων εἰδήσεων. ΑΘΗΝΑΙ, 18.— Ἡ εἰδησεογραφία τῆς ἡμέρας περιλαμβάνει ἀνακοινώσεις, δηλώσεις καὶ συζητήσεις ἐπὶ τῶν τρεχόντων διεθνῶν καὶ ἐσωτερικῶν ζητημάτων, ὅπως ἀνεκοινώθησαν ὑπὸ τῶν πρακτορείων εἰδήσεων. ΑΘΗΝΑΙ, 18.— Ἡ εἰδησεογραφία τῆς ἡμέρας περιλαμβάνει ἀνακοινώσεις, δηλώσεις καὶ συζητήσεις ἐπὶ τῶν τρεχόντων διεθνῶν καὶ ἐσωτερικῶν ζητημάτων, ὅπως ἀνεκοινώθησαν ὑπὸ τῶν πρακτορείων εἰδήσεων. — [612, 811, 1123, 1768]
headline-temperature: ΑΜΕΤΑΒΛΗΤΟΣ Η ΘΕΡΜΟΚΡΑΣΙΑ — [786, 2184, 949, 2197]
subheadline-russians: ΟΙ ΡΩΣΣΟΙ ΟΜΩΣ ΦΕΡΟΝΤΑΙ ΩΣ ΕΠΙΔΙΩΚΟΝΤΕΣ ΝΑ ΚΑΤΑΦΕΡΟΥΝ ΠΥΡΗΝΙΚΟΝ ΠΛΗΓΜΑ — [1139, 153, 1495, 209]
article-text: ΑΘΗΝΑΙ, 18.— Ἡ εἰδησεογραφία τῆς ἡμέρας περιλαμβάνει ἀνακοινώσεις, δηλώσεις καὶ συζητήσεις ἐπὶ τῶν τρεχόντων διεθνῶν καὶ ἐσωτερικῶν ζητημάτων, ὅπως ἀνεκοινώθησαν ὑπὸ τῶν πρακτορείων εἰδήσεων. ΑΘΗΝΑΙ, 18.— Ἡ εἰδησεογραφία τῆς ἡμέρας περιλαμβάνει ἀνακοινώσεις, δηλώσεις καὶ συζητήσεις ἐπὶ τῶν τρεχόντων διεθνῶν καὶ ἐσωτερικῶν ζητημάτων, ὅπως ἀνεκοινώθησαν ὑπὸ τῶν πρακτορείων εἰδήσεων. ΑΘΗΝΑΙ, 18.— Ἡ εἰδησεογραφία τῆς ἡμέρας περιλαμβάνει ἀνακοινώσεις, δηλώσεις καὶ συζητήσεις ἐπὶ τῶν τρεχόντων διεθνῶν καὶ ἐσωτερικῶν ζητημάτων, ὅπως ἀνεκοινώθησαν ὑπὸ τῶν πρακτορείων εἰδήσεων. ΑΘΗΝΑΙ, 18.— Ἡ εἰδησεογραφία τῆς ἡμέρας περιλαμβάνει ἀνακοινώσεις, δηλώσεις καὶ συζητήσεις ἐπὶ τῶν τρεχόντων διεθνῶν καὶ ἐσωτερικῶν ζητημάτων, ὅπως ἀνεκοινώθησαν ὑπὸ τῶν πρακτορείων εἰδήσεων. ΑΘΗΝΑΙ, 18.— Ἡ εἰδησεογραφία τῆς ἡμέρας περιλαμβάνει ἀνακοινώσεις, δηλώσεις καὶ συζητήσεις ἐπὶ τῶν τρεχόντων διεθνῶν καὶ ἐσωτερικῶν ζητημάτων, ὅπως ἀνεκοινώθησαν ὑπὸ τῶν πρακτορείων εἰδήσεων. ΑΘΗΝΑΙ, 18.— Ἡ εἰδησεογραφία τῆς ἡμέρας περιλαμβάνει ἀνακοινώσεις, δηλώσεις καὶ συζητήσεις ἐπὶ τῶν τρεχόντων διεθνῶν καὶ ἐσωτερικῶν ζητημάτων, ὅπως ἀνεκοινώθησαν ὑπὸ τῶν πρακτορείων εἰδήσεων. ΑΘΗΝΑΙ, 18.— Ἡ εἰδησεογραφία τῆς ἡμέρας περιλαμβάνει ἀνακοινώσεις, δηλώσεις καὶ συζητήσεις ἐπὶ τῶν τρεχόντων διεθνῶν καὶ ἐσωτερικῶν ζητημάτων, ὅπως ἀνεκοινώθησαν ὑπὸ τῶν πρακτορείων εἰδήσεων. ΑΘΗΝΑΙ, 18.— Ἡ εἰδησεογραφία τῆς ἡμέρας περιλαμβάνει ἀνακοινώσεις, δηλώσεις καὶ συζητήσεις ἐπὶ τῶν τρεχόντων διεθνῶν καὶ ἐσωτερικῶν ζητημάτων, ὅπως ἀνεκοινώθησαν ὑπὸ τῶν πρακτορείων εἰδήσεων. ΑΘΗΝΑΙ, 18.— Ἡ εἰδησεογραφία τῆς ἡμέρας περιλαμβάνει ἀνακοινώσεις, δηλώσεις καὶ συζητήσεις ἐπὶ τῶν τρεχόντων διεθνῶν καὶ ἐσωτερικῶν ζητημάτων, ὅπως ἀνεκοινώθησαν ὑπὸ τῶν πρακτορείων εἰδήσεων. — [9, 1063, 416, 1303]
article-text: ΑΘΗΝΑΙ, 18.— Ἡ εἰδησεογραφία τῆς ἡμέρας περιλαμβάνει ἀνακοινώσεις, δηλώσεις καὶ συζητήσεις ἐπὶ τῶν τρεχόντων διεθνῶν καὶ ἐσωτερικῶν ζητημάτων, ὅπως ἀνεκοινώθησαν ὑπὸ τῶν πρακτορείων εἰδήσεων. ΑΘΗΝΑΙ, 18.— Ἡ εἰδησεογραφία τῆς ἡμέρας περιλαμβάνει ἀνακοινώσεις, δηλώσεις καὶ συζητήσεις ἐπὶ τῶν τρεχόντων διεθνῶν καὶ ἐσωτερικῶν ζητημάτων, ὅπως ἀνεκοινώθησαν ὑπὸ τῶν πρακτορείων εἰδήσεων. ΑΘΗΝΑΙ, 18.— Ἡ εἰδησεογραφία τῆς ἡμέρας περιλαμβάνει ἀνακοινώσεις, δηλώσεις καὶ συζητήσεις ἐπὶ τῶν τρεχόντων διεθνῶν καὶ ἐσωτερικῶν ζητημάτων, ὅπως ἀνεκοινώθησαν ὑπὸ τῶν πρακτορείων εἰδήσεων. ΑΘΗΝΑΙ, 18.— Ἡ εἰδησεογραφία τῆς ἡμέρας περιλαμβάνει ἀνακοινώσεις, δηλώσεις καὶ συζητήσεις ἐπὶ τῶν τρεχόντων διεθνῶν καὶ ἐσωτερικῶν ζητημάτων, ὅπως ἀνεκοινώθησαν ὑπὸ τῶν πρακτορείων εἰδήσεων. ΑΘΗΝΑΙ, 18.— Ἡ εἰδησεογραφία τῆς ἡμέρας περιλαμβάνει ἀνακοινώσεις, δηλώσεις καὶ συζητήσεις ἐπὶ τῶν τρεχόντων διεθνῶν καὶ ἐσωτερικῶν ζητημάτων, ὅπως ἀνεκοινώθησαν ὑπὸ τῶν πρακτορείων εἰδήσεων. ΑΘΗΝΑΙ, 18.— Ἡ εἰδησεογραφία τῆς ἡμέρας περιλαμβάνει ἀνακοινώσεις, δηλώσεις καὶ συζητήσεις ἐπὶ τῶν τρεχόντων διεθνῶν καὶ ἐσωτερικῶν ζητημάτων, ὅπως ἀνεκοινώθησαν ὑπὸ τῶν πρακτορείων εἰδήσεων. ΑΘΗΝΑΙ, 18.— Ἡ εἰδησεογραφία τῆς ἡμέρας περιλαμβάνει ἀνακοινώσεις, δηλώσεις καὶ συζητήσεις ἐπὶ τῶν τρεχόντων διεθνῶν καὶ ἐσωτερικῶν ζητημάτων, ὅπως ἀνεκοινώθησαν ὑπὸ τῶν πρακτορείων εἰδήσεων. — [9, 1499, 416, 1686]
byline: Γ. ΠΑΠΑΔΟΠΟΥΛΟΣ — [1015, 2201, 1123, 2213]
subheadline-destroyers: ΔΙΑ ΝΑ ΜΕΤΑΣΧΟΥΝ ΕΙΣ ΤΗΝ ΑΣΚΗΣΙΝ — [444, 59, 584, 82]
article-text: ΑΘΗΝΑΙ, 18.— Ἡ εἰδησεογραφία τῆς ἡμέρας περιλαμβάνει ἀνακοινώσεις, δηλώσεις καὶ συζητήσεις ἐπὶ τῶν τρεχόντων διεθνῶν καὶ ἐσωτερικῶν ζητημάτων, ὅπως ἀνεκοινώθησαν ὑπὸ τῶν πρακτορείων εἰδήσεων. ΑΘΗΝΑΙ, 18.— Ἡ εἰδησεογραφία τῆς ἡμέρας περιλαμβάνει ἀνακοινώσεις, δηλώσεις καὶ συζητήσεις ἐπὶ τῶν τρεχόντων διεθνῶν καὶ ἐσωτερικῶν ζητημάτων, ὅπως ἀνεκοινώθησαν ὑπὸ τῶν πρακτορείων εἰδήσεων. ΑΘΗΝΑΙ, 18.— Ἡ εἰδησεογραφία τῆς ἡμέρας περιλαμβάνει ἀνακοινώσεις, δηλώσεις καὶ συζητήσεις ἐπὶ τῶν τρεχόντων διεθνῶν καὶ ἐσωτερικῶν ζητημάτων, ὅπως ἀνεκοινώθησαν ὑπὸ τῶν πρακτορείων εἰδήσεων. ΑΘΗΝΑΙ, 18.— Ἡ εἰδησεογραφία τῆς ἡμέρας περιλαμβάνει ἀνακοινώσεις, δηλώσεις καὶ συζητήσεις ἐπὶ τῶν τρεχόντων διεθνῶν καὶ ἐσωτερικῶν ζητημάτων, ὅπως ἀνεκοινώθησαν ὑπὸ τῶν πρακτορείων εἰδήσεων. ΑΘΗΝΑΙ, 18.— Ἡ εἰδησεογραφία τῆς ἡμέρας περιλαμβάνει ἀνακοινώσεις, δηλώσεις καὶ συζητήσεις ἐπὶ τῶν τρεχόντων διεθνῶν καὶ ἐσωτερικῶν ζητημάτων, ὅπως ἀνεκοινώθησαν ὑπὸ τῶν πρακτορείων εἰδήσεων. — [424, 730, 604, 1042]
center-columns — [612, 11, 1123, 2257]
column-2 — [424, 11, 604, 2451]
article-text: ΑΘΗΝΑΙ, 18.— Ἡ εἰδησεογραφία τῆς ἡμέρας περιλαμβάνει ἀνακοινώσεις, δηλώσεις καὶ συζητήσεις ἐπὶ τῶν τρεχόντων διεθνῶν καὶ ἐσωτερικῶν ζητημάτων, ὅπως ἀνεκοινώθησαν ὑπὸ τῶν πρακτορείων εἰδήσεων. ΑΘΗΝΑΙ, 18.— Ἡ εἰδησεογραφία τῆς ἡμέρας περιλαμβάνει ἀνακοινώσεις, δηλώσεις καὶ συζητήσεις ἐπὶ τῶν τρεχόντων διεθνῶν καὶ ἐσωτερικῶν ζητημάτων, ὅπως ἀνεκοινώθησαν ὑπὸ τῶν πρακτορείων εἰδήσεων. ΑΘΗΝΑΙ, 18.— Ἡ εἰδησεογραφία τῆς ἡμέρας περιλαμβάνει ἀνακοινώσεις, δηλώσεις καὶ συζητήσεις ἐπὶ τῶν τρεχόντων διεθνῶν καὶ ἐσωτερικῶν ζητημάτων, ὅπως ἀνεκοινώθησαν ὑπὸ τῶν πρακτορείων εἰδήσεων. ΑΘΗΝΑΙ, 18.— Ἡ εἰδησεογραφία τῆς ἡμέρας περιλαμβάνει ἀνακοινώσεις, δηλώσεις καὶ συζητήσεις ἐπὶ τῶν τρεχόντων διεθνῶν καὶ ἐσωτερικῶν ζητημάτων, ὅπως ἀνεκοινώθησαν ὑπὸ τῶν πρακτορείων εἰδήσεων. ΑΘΗΝΑΙ, 18.— Ἡ εἰδησεογραφία τῆς ἡμέρας περιλαμβάνει ἀνακοινώσεις, δηλώσεις καὶ συζητήσεις ἐπὶ τῶν τρεχόντων διεθνῶν καὶ ἐσωτερικῶν ζητημάτων, ὅπως ἀνεκοινώθησαν ὑπὸ τῶν πρακτορείων εἰδήσεων. ΑΘΗΝΑΙ, 18.— Ἡ εἰδησεογραφία τῆς ἡμέρας περιλαμβάνει ἀνακοινώσεις, δηλώσεις καὶ συζητήσεις ἐπὶ τῶν τρεχόντων διεθνῶν καὶ ἐσωτερικῶν ζητημάτων, ὅπως ἀνεκοινώθησαν ὑπὸ τῶν πρακτορείων εἰδήσεων. ΑΘΗΝΑΙ, 18.— Ἡ εἰδησεογραφία τῆς ἡμέρας περιλαμβάνει ἀνακοινώσεις, δηλώσεις καὶ συζητήσεις ἐπὶ τῶν τρεχόντων διεθνῶν καὶ ἐσωτερικῶν ζητημάτων, ὅπως ἀνεκοινώθησαν ὑπὸ τῶν πρακτορείων εἰδήσεων. ΑΘΗΝΑΙ, 18.— Ἡ εἰδησεογραφία τῆς ἡμέρας περιλαμβάνει ἀνακοινώσεις, δηλώσεις καὶ συζητήσεις ἐπὶ τῶν τρεχόντων διεθνῶν καὶ ἐσωτερικῶν ζητημάτων, ὅπως ἀνεκοινώθησαν ὑπὸ τῶν πρακτορείων εἰδήσεων. ΑΘΗΝΑΙ, 18.— Ἡ εἰδησεογραφία τῆς ἡμέρας περιλαμβάνει ἀνακοινώσεις, δηλώσεις καὶ συζητήσεις ἐπὶ τῶν τρεχόντων διεθνῶν καὶ ἐσωτερικῶν ζητημάτων, ὅπως ἀνεκοινώθησαν ὑπὸ τῶν πρακτορείων εἰδήσεων. ΑΘΗΝΑΙ, 18.— Ἡ εἰδησεογραφία τῆς ἡμέρας περιλαμβάνει ἀνακοινώσεις, δηλώσεις καὶ συζητήσεις ἐπὶ τῶν τρεχόντων διεθνῶν καὶ ἐσωτερικῶν ζητημάτων, ὅπως ἀνεκοινώθησαν ὑπὸ τῶν πρακτορείων εἰδήσεων. — [9, 398, 416, 658]
headline-mafia-bribe: ΤΕΛΩΝΕΙΑΚΟΣ ΕΔΩΡΟΔΟΚΗΘΗ ΥΠΟ ΤΗΣ ΜΑΦΙΑΣ — [437, 701, 592, 724]
headline-papadopoulos: Ο κ. ΠΑΠΑΔΟΠΟΥΛΟΣ ΕΙΣ ΤΟ ΥΠΟΥΡΓΕΙΟΝ ΕΞΩΤΕΡΙΚΩΝ — [444, 1354, 584, 1376]
article-text: ΟΥΑΣΙΓΚΤΩΝ, 18. (Ρώυτερ).— Ὁ πρόεδρος Νίξον ἐκάλεσε εἰς τὸν Λευκὸν Οἶκον ἀνωτέρους στρατιωτικοὺς καὶ πολιτικοὺς ἀξιωματούχους διὰ νὰ συζητήσουν τὰς προτάσεις διὰ τὰς συνομιλίας περὶ τοῦ περιορισμοῦ τῶν στρατηγικῶν ὅπλων. ΑΘΗΝΑΙ, 18.— Ἡ εἰδησεογραφία τῆς ἡμέρας περιλαμβάνει ἀνακοινώσεις, δηλώσεις καὶ συζητήσεις ἐπὶ τῶν τρεχόντων διεθνῶν καὶ ἐσωτερικῶν ζητημάτων, ὅπως ἀνεκοινώθησαν ὑπὸ τῶν πρακτορείων εἰδήσεων. ΑΘΗΝΑΙ, 18.— Ἡ εἰδησεογραφία τῆς ἡμέρας περιλαμβάνει ἀνακοινώσεις, δηλώσεις καὶ συζητήσεις ἐπὶ τῶν τρεχόντων διεθνῶν καὶ ἐσωτερικῶν ζητημάτων, ὅπως ἀνεκοινώθησαν ὑπὸ τῶν πρακτορείων εἰδήσεων. ΑΘΗΝΑΙ, 18.— Ἡ εἰδησεογραφία τῆς ἡμέρας περιλαμβάνει ἀνακοινώσεις, δηλώσεις καὶ συζητήσεις ἐπὶ τῶν τρεχόντων διεθνῶν καὶ ἐσωτερικῶν ζητημάτων, ὅπως ἀνεκοινώθησαν ὑπὸ τῶν πρακτορείων εἰδήσεων. ΑΘΗΝΑΙ, 18.— Ἡ εἰδησεογραφία τῆς ἡμέρας περιλαμβάνει ἀνακοινώσεις, δηλώσεις καὶ συζητήσεις ἐπὶ τῶν τρεχόντων διεθνῶν καὶ ἐσωτερικῶν ζητημάτων, ὅπως ἀνεκοινώθησαν ὑπὸ τῶν πρακτορείων εἰδήσεων. ΑΘΗΝΑΙ, 18.— Ἡ εἰδησεογραφία τῆς ἡμέρας περιλαμβάνει ἀνακοινώσεις, δηλώσεις καὶ συζητήσεις ἐπὶ τῶν τρεχόντων διεθνῶν καὶ ἐσωτερικῶν ζητημάτων, ὅπως ἀνεκοινώθησαν ὑπὸ τῶν πρακτορείων εἰδήσεων. ΑΘΗΝΑΙ, 18.— Ἡ εἰδησεογραφία τῆς ἡμέρας περιλαμβάνει ἀνακοινώσεις, δηλώσεις καὶ συζητήσεις ἐπὶ τῶν τρεχόντων διεθνῶν καὶ ἐσωτερικῶν ζητημάτων, ὅπως ἀνεκοινώθησαν ὑπὸ τῶν πρακτορείων εἰδήσεων. ΑΘΗΝΑΙ, 18.— Ἡ εἰδησεογραφία τῆς ἡμέρας περιλαμβάνει ἀνακοινώσεις, δηλώσεις καὶ συζητήσεις ἐπὶ τῶν τρεχόντων διεθνῶν καὶ ἐσωτερικῶν ζητημάτων, ὅπως ἀνεκοινώθησαν ὑπὸ τῶν πρακτορείων εἰδήσεων. ΑΘΗΝΑΙ, 18.— Ἡ εἰδησεογραφία τῆς ἡμέρας περιλαμβάνει ἀνακοινώσεις, δηλώσεις καὶ συζητήσεις ἐπὶ τῶν τρεχόντων διεθνῶν καὶ ἐσωτερικῶν ζητημάτων, ὅπως ἀνεκοινώθησαν ὑπὸ τῶν πρακτορείων εἰδήσεων. ΑΘΗΝΑΙ, 18.— Ἡ εἰδησεογραφία τῆς ἡμέρας περιλαμβάνει ἀνακοινώσεις, δηλώσεις καὶ συζητήσεις ἐπὶ τῶν τρεχόντων διεθνῶν καὶ ἐσωτερικῶν ζητημάτων, ὅπως ἀνεκοινώθησαν ὑπὸ τῶν πρακτορείων εἰδήσεων. ΑΘΗΝΑΙ, 18.— Ἡ εἰδησεογραφία τῆς ἡμέρας περιλαμβάνει ἀνακοινώσεις, δηλώσεις καὶ συζητήσεις ἐπὶ τῶν τρεχόντων διεθνῶν καὶ ἐσωτερικῶν ζητημάτων, ὅπως ἀνεκοινώθησαν ὑπὸ τῶν πρακτορείων εἰδήσεων. ΑΘΗΝΑΙ, 18.— Ἡ εἰδησεογραφία τῆς ἡμέρας περιλαμβάνει ἀνακοινώσεις, δηλώσεις καὶ συζητήσεις ἐπὶ τῶν τρεχόντων διεθνῶν καὶ ἐσωτερικῶν ζητημάτων, ὅπως ἀνεκοινώθησαν ὑπὸ τῶν πρακτορείων εἰδήσεων. ΑΘΗΝΑΙ, 18.— Ἡ εἰδησεογραφία τῆς ἡμέρας περιλαμβάνει ἀνακοινώσεις, δηλώσεις καὶ συζητήσεις ἐπὶ τῶν τρεχόντων διεθνῶν καὶ ἐσωτερικῶν ζητημάτων, ὅπως ἀνεκοινώθησαν ὑπὸ τῶν πρακτορείων εἰδήσεων. — [1131, 212, 1503, 596]
headline-brazil-landru: ΔΩΔΕΚΑ ΓΥΝΑΙΚΑΣ ΕΝΤΟΣ ΜΙΑΣ ΕΙΚΟΣΑΕΤΙΑΣ ΕΦΟΝΕΥΣΕ ΝΕΑΡΟΣ ΒΡΑΖΙΛΙΑΝΟΣ ΛΑΝΔΡΥ — [1153, 1758, 1481, 1786]
headline-soviet-proposals: Η ΣΟΒ. ΕΝΩΣΙΣ ΔΕΝ ΑΝΤΙΚΡΟΥΕΙ ΤΑΣ ΑΜΕΡΙΚΑΝΙΚΑΣ ΠΡΟΤΑΣΕΙΣ ΔΙΑ ΤΟ ΠΡΟΒΛΗΜΑ ΤΗΣ Μ. ΑΝΑΤΟΛΗΣ — [615, 17, 1120, 61]
headline-peking-army: ΤΟ ΠΕΚΙΝΟΝ ΟΡΓΑΝΩΝΕΙ ΔΗΜΟΣΙΑΣ ΣΥΖΗΤΗΣΕΙΣ ΔΙΑ ΤΟΝ ΣΤΡΑΤΟΝ — [435, 1053, 593, 1087]
headline-cocoon-subsidy: ΕΙΣΟΔΗΜΑΤΙΚΗ ΕΝΙΣΧΥΣΙΣ ΤΡΙΩΝ ΔΡΑΧΜΩΝ ΕΙΣ ΤΟΥΣ ΠΑΡΑΓΩΓΟΥΣ ΧΛΩΡΩΝ ΚΟΥΚΟΥΛΙΩΝ — [24, 1847, 402, 1873]
article-text: ΑΘΗΝΑΙ, 18.— Ἡ εἰδησεογραφία τῆς ἡμέρας περιλαμβάνει ἀνακοινώσεις, δηλώσεις καὶ συζητήσεις ἐπὶ τῶν τρεχόντων διεθνῶν καὶ ἐσωτερικῶν ζητημάτων, ὅπως ἀνεκοινώθησαν ὑπὸ τῶν πρακτορείων εἰδήσεων. ΑΘΗΝΑΙ, 18.— Ἡ εἰδησεογραφία τῆς ἡμέρας περιλαμβάνει ἀνακοινώσεις, δηλώσεις καὶ συζητήσεις ἐπὶ τῶν τρεχόντων διεθνῶν καὶ ἐσωτερικῶν ζητημάτων, ὅπως ἀνεκοινώθησαν ὑπὸ τῶν πρακτορείων εἰδήσεων. ΑΘΗΝΑΙ, 18.— Ἡ εἰδησεογραφία τῆς ἡμέρας περιλαμβάνει ἀνακοινώσεις, δηλώσεις καὶ συζητήσεις ἐπὶ τῶν τρεχόντων διεθνῶν καὶ ἐσωτερικῶν ζητημάτων, ὅπως ἀνεκοινώθησαν ὑπὸ τῶν πρακτορείων εἰδήσεων. — [424, 1382, 604, 1569]
article-text: ΚΩΝΣΤΑΝΤΙΝΟΥΠΟΛΙΣ, 18. (Ἀσ. Πρές).— Δύο ἀμερικανικὰ ἀντιτορπιλλικὰ διῆλθον διὰ τῶν στενῶν τοῦ Βοσπόρου κατευθυνόμενα εἰς τὸν Εὔξεινον Πόντον, ὅπου θὰ μετάσχουν εἰς ναυτικὴν ἄσκησιν. ΑΘΗΝΑΙ, 18.— Ἡ εἰδησεογραφία τῆς ἡμέρας περιλαμβάνει ἀνακοινώσεις, δηλώσεις καὶ συζητήσεις ἐπὶ τῶν τρεχόντων διεθνῶν καὶ ἐσωτερικῶν ζητημάτων, ὅπως ἀνεκοινώθησαν ὑπὸ τῶν πρακτορείων εἰδήσεων. ΑΘΗΝΑΙ, 18.— Ἡ εἰδησεογραφία τῆς ἡμέρας περιλαμβάνει ἀνακοινώσεις, δηλώσεις καὶ συζητήσεις ἐπὶ τῶν τρεχόντων διεθνῶν καὶ ἐσωτερικῶν ζητημάτων, ὅπως ἀνεκοινώθησαν ὑπὸ τῶν πρακτορείων εἰδήσεων. ΑΘΗΝΑΙ, 18.— Ἡ εἰδησεογραφία τῆς ἡμέρας περιλαμβάνει ἀνακοινώσεις, δηλώσεις καὶ συζητήσεις ἐπὶ τῶν τρεχόντων διεθνῶν καὶ ἐσωτερικῶν ζητημάτων, ὅπως ἀνεκοινώθησαν ὑπὸ τῶν πρακτορείων εἰδήσεων. ΑΘΗΝΑΙ, 18.— Ἡ εἰδησεογραφία τῆς ἡμέρας περιλαμβάνει ἀνακοινώσεις, δηλώσεις καὶ συζητήσεις ἐπὶ τῶν τρεχόντων διεθνῶν καὶ ἐσωτερικῶν ζητημάτων, ὅπως ἀνεκοινώθησαν ὑπὸ τῶν πρακτορείων εἰδήσεων. — [424, 88, 604, 389]
article-text: ΑΘΗΝΑΙ, 18.— Ἡ εἰδησεογραφία τῆς ἡμέρας περιλαμβάνει ἀνακοινώσεις, δηλώσεις καὶ συζητήσεις ἐπὶ τῶν τρεχόντων διεθνῶν καὶ ἐσωτερικῶν ζητημάτων, ὅπως ἀνεκοινώθησαν ὑπὸ τῶν πρακτορείων εἰδήσεων. ΑΘΗΝΑΙ, 18.— Ἡ εἰδησεογραφία τῆς ἡμέρας περιλαμβάνει ἀνακοινώσεις, δηλώσεις καὶ συζητήσεις ἐπὶ τῶν τρεχόντων διεθνῶν καὶ ἐσωτερικῶν ζητημάτων, ὅπως ἀνεκοινώθησαν ὑπὸ τῶν πρακτορείων εἰδήσεων. ΑΘΗΝΑΙ, 18.— Ἡ εἰδησεογραφία τῆς ἡμέρας περιλαμβάνει ἀνακοινώσεις, δηλώσεις καὶ συζητήσεις ἐπὶ τῶν τρεχόντων διεθνῶν καὶ ἐσωτερικῶν ζητημάτων, ὅπως ἀνεκοινώθησαν ὑπὸ τῶν πρακτορείων εἰδήσεων. ΑΘΗΝΑΙ, 18.— Ἡ εἰδησεογραφία τῆς ἡμέρας περιλαμβάνει ἀνακοινώσεις, δηλώσεις καὶ συζητήσεις ἐπὶ τῶν τρεχόντων διεθνῶν καὶ ἐσωτερικῶν ζητημάτων, ὅπως ἀνεκοινώθησαν ὑπὸ τῶν πρακτορείων εἰδήσεων. ΑΘΗΝΑΙ, 18.— Ἡ εἰδησεογραφία τῆς ἡμέρας περιλαμβάνει ἀνακοινώσεις, δηλώσεις καὶ συζητήσεις ἐπὶ τῶν τρεχόντων διεθνῶν καὶ ἐσωτερικῶν ζητημάτων, ὅπως ἀνεκοινώθησαν ὑπὸ τῶν πρακτορείων εἰδήσεων. ΑΘΗΝΑΙ, 18.— Ἡ εἰδησεογραφία τῆς ἡμέρας περιλαμβάνει ἀνακοινώσεις, δηλώσεις καὶ συζητήσεις ἐπὶ τῶν τρεχόντων διεθνῶν καὶ ἐσωτερικῶν ζητημάτων, ὅπως ἀνεκοινώθησαν ὑπὸ τῶν πρακτορείων εἰδήσεων. ΑΘΗΝΑΙ, 18.— Ἡ εἰδησεογραφία τῆς ἡμέρας περιλαμβάνει ἀνακοινώσεις, δηλώσεις καὶ συζητήσεις ἐπὶ τῶν τρεχόντων διεθνῶν καὶ ἐσωτερικῶν ζητημάτων, ὅπως ἀνεκοινώθησαν ὑπὸ τῶν πρακτορείων εἰδήσεων. ΑΘΗΝΑΙ, 18.— Ἡ εἰδησεογραφία τῆς ἡμέρας περιλαμβάνει ἀνακοινώσεις, δηλώσεις καὶ συζητήσεις ἐπὶ τῶν τρεχόντων διεθνῶν καὶ ἐσωτερικῶν ζητημάτων, ὅπως ἀνεκοινώθησαν ὑπὸ τῶν πρακτορείων εἰδήσεων. ΑΘΗΝΑΙ, 18.— Ἡ εἰδησεογραφία τῆς ἡμέρας περιλαμβάνει ἀνακοινώσεις, δηλώσεις καὶ συζητήσεις ἐπὶ τῶν τρεχόντων διεθνῶν καὶ ἐσωτερικῶν ζητημάτων, ὅπως ἀνεκοινώθησαν ὑπὸ τῶν πρακτορείων εἰδήσεων. ΑΘΗΝΑΙ, 18.— Ἡ εἰδησεογραφία τῆς ἡμέρας περιλαμβάνει ἀνακοινώσεις, δηλώσεις καὶ συζητήσεις ἐπὶ τῶν τρεχόντων διεθνῶν καὶ ἐσωτερικῶν ζητημάτων, ὅπως ἀνεκοινώθησαν ὑπὸ τῶν πρακτορείων εἰδήσεων. ΑΘΗΝΑΙ, 18.— Ἡ εἰδησεογραφία τῆς ἡμέρας περιλαμβάνει ἀνακοινώσεις, δηλώσεις καὶ συζητήσεις ἐπὶ τῶν τρεχόντων διεθνῶν καὶ ἐσωτερικῶν ζητημάτων, ὅπως ἀνεκοινώθησαν ὑπὸ τῶν πρακτορείων εἰδήσεων. ΑΘΗΝΑΙ, 18.— Ἡ εἰδησεογραφία τῆς ἡμέρας περιλαμβάνει ἀνακοινώσεις, δηλώσεις καὶ συζητήσεις ἐπὶ τῶν τρεχόντων διεθνῶν καὶ ἐσωτερικῶν ζητημάτων, ὅπως ἀνεκοινώθησαν ὑπὸ τῶν πρακτορείων εἰδήσεων. — [9, 702, 416, 1014]
headline-destroyers: ΔΥΟ ΑΜΕΡΙΚΑΝΙΚΑ ΑΝΤΙΤΟΡΠΙΛΛΙΚΑ ΕΙΣ ΤΟΝ ΕΥΞΕΙΝΟΝ — [442, 16, 586, 55]
article-text: ΑΘΗΝΑΙ, 18.— Ἡ εἰδησεογραφία τῆς ἡμέρας περιλαμβάνει ἀνακοινώσεις, δηλώσεις καὶ συζητήσεις ἐπὶ τῶν τρεχόντων διεθνῶν καὶ ἐσωτερικῶν ζητημάτων, ὅπως ἀνεκοινώθησαν ὑπὸ τῶν πρακτορείων εἰδήσεων. ΑΘΗΝΑΙ, 18.— Ἡ εἰδησεογραφία τῆς ἡμέρας περιλαμβάνει ἀνακοινώσεις, δηλώσεις καὶ συζητήσεις ἐπὶ τῶν τρεχόντων διεθνῶν καὶ ἐσωτερικῶν ζητημάτων, ὅπως ἀνεκοινώθησαν ὑπὸ τῶν πρακτορείων εἰδήσεων. ΑΘΗΝΑΙ, 18.— Ἡ εἰδησεογραφία τῆς ἡμέρας περιλαμβάνει ἀνακοινώσεις, δηλώσεις καὶ συζητήσεις ἐπὶ τῶν τρεχόντων διεθνῶν καὶ ἐσωτερικῶν ζητημάτων, ὅπως ἀνεκοινώθησαν ὑπὸ τῶν πρακτορείων εἰδήσεων. ΑΘΗΝΑΙ, 18.— Ἡ εἰδησεογραφία τῆς ἡμέρας περιλαμβάνει ἀνακοινώσεις, δηλώσεις καὶ συζητήσεις ἐπὶ τῶν τρεχόντων διεθνῶν καὶ ἐσωτερικῶν ζητημάτων, ὅπως ἀνεκοινώθησαν ὑπὸ τῶν πρακτορείων εἰδήσεων. ΑΘΗΝΑΙ, 18.— Ἡ εἰδησεογραφία τῆς ἡμέρας περιλαμβάνει ἀνακοινώσεις, δηλώσεις καὶ συζητήσεις ἐπὶ τῶν τρεχόντων διεθνῶν καὶ ἐσωτερικῶν ζητημάτων, ὅπως ἀνεκοινώθησαν ὑπὸ τῶν πρακτορείων εἰδήσεων. ΑΘΗΝΑΙ, 18.— Ἡ εἰδησεογραφία τῆς ἡμέρας περιλαμβάνει ἀνακοινώσεις, δηλώσεις καὶ συζητήσεις ἐπὶ τῶν τρεχόντων διεθνῶν καὶ ἐσωτερικῶν ζητημάτων, ὅπως ἀνεκοινώθησαν ὑπὸ τῶν πρακτορείων εἰδήσεων. — [1131, 1569, 1503, 1746]
article-text: ΟΥΑΣΙΓΚΤΩΝ, 18. (Ἀσσοσ. Πρές).— Ὁ Σοβιετικὸς Ὑπουργὸς Ἐξωτερικῶν δὲν ἀπέρριψε τὰς ἀμερικανικὰς προτάσεις διὰ τὴν ἐπίλυσιν τοῦ προβλήματος τῆς Μέσης Ἀνατολῆς, ἐδήλωσεν ὁ Ὑπουργὸς Ἐξωτερικῶν τῶν Ἡνωμένων Πολιτειῶν. ΑΘΗΝΑΙ, 18.— Ἡ εἰδησεογραφία τῆς ἡμέρας περιλαμβάνει ἀνακοινώσεις, δηλώσεις καὶ συζητήσεις ἐπὶ τῶν τρεχόντων διεθνῶν καὶ ἐσωτερικῶν ζητημάτων, ὅπως ἀνεκοινώθησαν ὑπὸ τῶν πρακτορείων εἰδήσεων. ΑΘΗΝΑΙ, 18.— Ἡ εἰδησεογραφία τῆς ἡμέρας περιλαμβάνει ἀνακοινώσεις, δηλώσεις καὶ συζητήσεις ἐπὶ τῶν τρεχόντων διεθνῶν καὶ ἐσωτερικῶν ζητημάτων, ὅπως ἀνεκοινώθησαν ὑπὸ τῶν πρακτορείων εἰδήσεων. ΑΘΗΝΑΙ, 18.— Ἡ εἰδησεογραφία τῆς ἡμέρας περιλαμβάνει ἀνακοινώσεις, δηλώσεις καὶ συζητήσεις ἐπὶ τῶν τρεχόντων διεθνῶν καὶ ἐσωτερικῶν ζητημάτων, ὅπως ἀνεκοινώθησαν ὑπὸ τῶν πρακτορείων εἰδήσεων. ΑΘΗΝΑΙ, 18.— Ἡ εἰδησεογραφία τῆς ἡμέρας περιλαμβάνει ἀνακοινώσεις, δηλώσεις καὶ συζητήσεις ἐπὶ τῶν τρεχόντων διεθνῶν καὶ ἐσωτερικῶν ζητημάτων, ὅπως ἀνεκοινώθησαν ὑπὸ τῶν πρακτορείων εἰδήσεων. ΑΘΗΝΑΙ, 18.— Ἡ εἰδησεογραφία τῆς ἡμέρας περιλαμβάνει ἀνακοινώσεις, δηλώσεις καὶ συζητήσεις ἐπὶ τῶν τρεχόντων διεθνῶν καὶ ἐσωτερικῶν ζητημάτων, ὅπως ἀνεκοινώθησαν ὑπὸ τῶν πρακτορείων εἰδήσεων. ΑΘΗΝΑΙ, 18.— Ἡ εἰδησεογραφία τῆς ἡμέρας περιλαμβάνει ἀνακοινώσεις, δηλώσεις καὶ συζητήσεις ἐπὶ τῶν τρεχόντων διεθνῶν καὶ ἐσωτερικῶν ζητημάτων, ὅπως ἀνεκοινώθησαν ὑπὸ τῶν πρακτορείων εἰδήσεων. ΑΘΗΝΑΙ, 18.— Ἡ εἰδησεογραφία τῆς ἡμέρας περιλαμβάνει ἀνακοινώσεις, δηλώσεις καὶ συζητήσεις ἐπὶ τῶν τρεχόντων διεθνῶν καὶ ἐσωτερικῶν ζητημάτων, ὅπως ἀνεκοινώθησαν ὑπὸ τῶν πρακτορείων εἰδήσεων. ΑΘΗΝΑΙ, 18.— Ἡ εἰδησεογραφία τῆς ἡμέρας περιλαμβάνει ἀνακοινώσεις, δηλώσεις καὶ συζητήσεις ἐπὶ τῶν τρεχόντων διεθνῶν καὶ ἐσωτερικῶν ζητημάτων, ὅπως ἀνεκοινώθησαν ὑπὸ τῶν πρακτορείων εἰδήσεων. ΑΘΗΝΑΙ, 18.— Ἡ εἰδησεογραφία τῆς ἡμέρας περιλαμβάνει ἀνακοινώσεις, δηλώσεις καὶ συζητήσεις ἐπὶ τῶν τρεχόντων διεθνῶν καὶ ἐσωτερικῶν ζητημάτων, ὅπως ἀνεκοινώθησαν ὑπὸ τῶν πρακτορείων εἰδήσεων. ΑΘΗΝΑΙ, 18.— Ἡ εἰδησεογραφία τῆς ἡμέρας περιλαμβάνει ἀνακοινώσεις, δηλώσεις καὶ συζητήσεις ἐπὶ τῶν τρεχόντων διεθνῶν καὶ ἐσωτερικῶν ζητημάτων, ὅπως ἀνεκοινώθησαν ὑπὸ τῶν πρακτορείων εἰδήσεων. ΑΘΗΝΑΙ, 18.— Ἡ εἰδησεογραφία τῆς ἡμέρας περιλαμβάνει ἀνακοινώσεις, δηλώσεις καὶ συζητήσεις ἐπὶ τῶν τρεχόντων διεθνῶν καὶ ἐσωτερικῶν ζητημάτων, ὅπως ἀνεκοινώθησαν ὑπὸ τῶν πρακτορείων εἰδήσεων. ΑΘΗΝΑΙ, 18.— Ἡ εἰδησεογραφία τῆς ἡμέρας περιλαμβάνει ἀνακοινώσεις, δηλώσεις καὶ συζητήσεις ἐπὶ τῶν τρεχόντων διεθνῶν καὶ ἐσωτερικῶν ζητημάτων, ὅπως ἀνεκοινώθησαν ὑπὸ τῶν πρακτορείων εἰδήσεων. ΑΘΗΝΑΙ, 18.— Ἡ εἰδησεογραφία τῆς ἡμέρας περιλαμβάνει ἀνακοινώσεις, δηλώσεις καὶ συζητήσεις ἐπὶ τῶν τρεχόντων διεθνῶν καὶ ἐσωτερικῶν ζητημάτων, ὅπως ἀνεκοινώθησαν ὑπὸ τῶν πρακτορείων εἰδήσεων. ΑΘΗΝΑΙ, 18.— Ἡ εἰδησεογραφία τῆς ἡμέρας περιλαμβάνει ἀνακοινώσεις, δηλώσεις καὶ συζητήσεις ἐπὶ τῶν τρεχόντων διεθνῶν καὶ ἐσωτερικῶν ζητημάτων, ὅπως ἀνεκοινώθησαν ὑπὸ τῶν πρακτορείων εἰδήσεων. ΑΘΗΝΑΙ, 18.— Ἡ εἰδησεογραφία τῆς ἡμέρας περιλαμβάνει ἀνακοινώσεις, δηλώσεις καὶ συζητήσεις ἐπὶ τῶν τρεχόντων διεθνῶν καὶ ἐσωτερικῶν ζητημάτων, ὅπως ἀνεκοινώθησαν ὑπὸ τῶν πρακτορείων εἰδήσεων. ΑΘΗΝΑΙ, 18.— Ἡ εἰδησεογραφία τῆς ἡμέρας περιλαμβάνει ἀνακοινώσεις, δηλώσεις καὶ συζητήσεις ἐπὶ τῶν τρεχόντων διεθνῶν καὶ ἐσωτερικῶν ζητημάτων, ὅπως ἀνεκοινώθησαν ὑπὸ τῶν πρακτορείων εἰδήσεων. ΑΘΗΝΑΙ, 18.— Ἡ εἰδησεογραφία τῆς ἡμέρας περιλαμβάνει ἀνακοινώσεις, δηλώσεις καὶ συζητήσεις ἐπὶ τῶν τρεχόντων διεθνῶν καὶ ἐσωτερικῶν ζητημάτων, ὅπως ἀνεκοινώθησαν ὑπὸ τῶν πρακτορείων εἰδήσεων. ΑΘΗΝΑΙ, 18.— Ἡ εἰδησεογραφία τῆς ἡμέρας περιλαμβάνει ἀνακοινώσεις, δηλώσεις καὶ συζητήσεις ἐπὶ τῶν τρεχόντων διεθνῶν καὶ ἐσωτερικῶν ζητημάτων, ὅπως ἀνεκοινώθησαν ὑπὸ τῶν πρακτορείων εἰδήσεων. ΑΘΗΝΑΙ, 18.— Ἡ εἰδησεογραφία τῆς ἡμέρας περιλαμβάνει ἀνακοινώσεις, δηλώσεις καὶ συζητήσεις ἐπὶ τῶν τρεχόντων διεθνῶν καὶ ἐσωτερικῶν ζητημάτων, ὅπως ἀνεκοινώθησαν ὑπὸ τῶν πρακτορείων εἰδήσεων. ΑΘΗΝΑΙ, 18.— Ἡ εἰδησεογραφία τῆς ἡμέρας περιλαμβάνει ἀνακοινώσεις, δηλώσεις καὶ συζητήσεις ἐπὶ τῶν τρεχόντων διεθνῶν καὶ ἐσωτερικῶν ζητημάτων, ὅπως ἀνεκοινώθησαν ὑπὸ τῶν πρακτορείων εἰδήσεων. ΑΘΗΝΑΙ, 18.— Ἡ εἰδησεογραφία τῆς ἡμέρας περιλαμβάνει ἀνακοινώσεις, δηλώσεις καὶ συζητήσεις ἐπὶ τῶν τρεχόντων διεθνῶν καὶ ἐσωτερικῶν ζητημάτων, ὅπως ἀνεκοινώθησαν ὑπὸ τῶν πρακτορείων εἰδήσεων. ΑΘΗΝΑΙ, 18.— Ἡ εἰδησεογραφία τῆς ἡμέρας περιλαμβάνει ἀνακοινώσεις, δηλώσεις καὶ συζητήσεις ἐπὶ τῶν τρεχόντων διεθνῶν καὶ ἐσωτερικῶν ζητημάτων, ὅπως ἀνεκοινώθησαν ὑπὸ τῶν πρακτορείων εἰδήσεων. — [612, 118, 1123, 576]
subheadline-lebanon: Ο ΛΙΒΑΝΟΣ ΑΠΕΡΡΙΨΕ ΠΡΟΤΑΣΕΙΣ ΠΕΡΙ ΑΠΟΚΑΤΑΣΤΑΣΕΩΣ ΤΩΝ ΣΧΕΣΕΩΝ — [624, 1897, 1111, 1937]
headline-common-market: Η ΚΟΙΝΗ ΑΓΟΡΑ ΠΑΡΑΧΩΡΕΙ ΔΩΡΕΑΝ ΔΗΜΗΤΡΙΑΚΑ ΕΙΣ ΤΥΝΗΣΙΑΝ, ΠΑΚΙΣΤΑΝ, ΣΟΥΔΑΝ ΚΑΙ ΙΝΔΟΝΗΣΙΑΝ — [1161, 1159, 1472, 1185]
article-text: ΑΘΗΝΑΙ, 18.— Ἡ εἰδησεογραφία τῆς ἡμέρας περιλαμβάνει ἀνακοινώσεις, δηλώσεις καὶ συζητήσεις ἐπὶ τῶν τρεχόντων διεθνῶν καὶ ἐσωτερικῶν ζητημάτων, ὅπως ἀνεκοινώθησαν ὑπὸ τῶν πρακτορείων εἰδήσεων. ΑΘΗΝΑΙ, 18.— Ἡ εἰδησεογραφία τῆς ἡμέρας περιλαμβάνει ἀνακοινώσεις, δηλώσεις καὶ συζητήσεις ἐπὶ τῶν τρεχόντων διεθνῶν καὶ ἐσωτερικῶν ζητημάτων, ὅπως ἀνεκοινώθησαν ὑπὸ τῶν πρακτορείων εἰδήσεων. ΑΘΗΝΑΙ, 18.— Ἡ εἰδησεογραφία τῆς ἡμέρας περιλαμβάνει ἀνακοινώσεις, δηλώσεις καὶ συζητήσεις ἐπὶ τῶν τρεχόντων διεθνῶν καὶ ἐσωτερικῶν ζητημάτων, ὅπως ἀνεκοινώθησαν ὑπὸ τῶν πρακτορείων εἰδήσεων. ΑΘΗΝΑΙ, 18.— Ἡ εἰδησεογραφία τῆς ἡμέρας περιλαμβάνει ἀνακοινώσεις, δηλώσεις καὶ συζητήσεις ἐπὶ τῶν τρεχόντων διεθνῶν καὶ ἐσωτερικῶν ζητημάτων, ὅπως ἀνεκοινώθησαν ὑπὸ τῶν πρακτορείων εἰδήσεων. ΑΘΗΝΑΙ, 18.— Ἡ εἰδησεογραφία τῆς ἡμέρας περιλαμβάνει ἀνακοινώσεις, δηλώσεις καὶ συζητήσεις ἐπὶ τῶν τρεχόντων διεθνῶν καὶ ἐσωτερικῶν ζητημάτων, ὅπως ἀνεκοινώθησαν ὑπὸ τῶν πρακτορείων εἰδήσεων. — [1131, 811, 1503, 957]
headline-ambassadors: ΤΕΣΣΑΡΑΣ ΠΡΕΣΒΕΥΤΑΣ ΤΗΣ ΑΝΤΙΚΑΤΕΣΤΗΣΕΝ Η ΑΠΟΧΩΡΟΥΣΑ ΚΥΒΕΡΝΗΣΙΣ ΤΟΥ Κ. ΜΥΡΒΙ — [1137, 1927, 1497, 1954]
headline-nigeria: ΠΡΟΤΕΙΝΕΤΑΙ ΝΑ ΑΝΑΤΕΘΗ ΕΙΣ ΤΑ ΗΝ. ΕΘΝΗ Η ΕΠΙΛΥΣΙΣ ΤΟΥ ΝΙΓΗΡΙΝΟΥ ΠΡΟΒΛΗΜΑΤΟΣ — [1147, 1538, 1486, 1564]
headline-us-commander: ΑΦΙΧΘΗ ΕΙΣ ΤΑΣ ΑΘΗΝΑΣ ΔΙΑ ΔΙΗΜΕΡΟΝ ΕΠΙΣΚΕΨΙΝ Ο ΔΙΟΙΚΗΤΗΣ ΤΩΝ ΑΜΕΡΙΚΑΝΙΚΩΝ ΔΥΝΑΜΕΩΝ ΕΥΡΩΠΗΣ — [15, 670, 410, 698]
article-text: ΑΘΗΝΑΙ, 18.— Ἡ εἰδησεογραφία τῆς ἡμέρας περιλαμβάνει ἀνακοινώσεις, δηλώσεις καὶ συζητήσεις ἐπὶ τῶν τρεχόντων διεθνῶν καὶ ἐσωτερικῶν ζητημάτων, ὅπως ἀνεκοινώθησαν ὑπὸ τῶν πρακτορείων εἰδήσεων. ΑΘΗΝΑΙ, 18.— Ἡ εἰδησεογραφία τῆς ἡμέρας περιλαμβάνει ἀνακοινώσεις, δηλώσεις καὶ συζητήσεις ἐπὶ τῶν τρεχόντων διεθνῶν καὶ ἐσωτερικῶν ζητημάτων, ὅπως ἀνεκοινώθησαν ὑπὸ τῶν πρακτορείων εἰδήσεων. ΑΘΗΝΑΙ, 18.— Ἡ εἰδησεογραφία τῆς ἡμέρας περιλαμβάνει ἀνακοινώσεις, δηλώσεις καὶ συζητήσεις ἐπὶ τῶν τρεχόντων διεθνῶν καὶ ἐσωτερικῶν ζητημάτων, ὅπως ἀνεκοινώθησαν ὑπὸ τῶν πρακτορείων εἰδήσεων. ΑΘΗΝΑΙ, 18.— Ἡ εἰδησεογραφία τῆς ἡμέρας περιλαμβάνει ἀνακοινώσεις, δηλώσεις καὶ συζητήσεις ἐπὶ τῶν τρεχόντων διεθνῶν καὶ ἐσωτερικῶν ζητημάτων, ὅπως ἀνεκοινώθησαν ὑπὸ τῶν πρακτορείων εἰδήσεων. ΑΘΗΝΑΙ, 18.— Ἡ εἰδησεογραφία τῆς ἡμέρας περιλαμβάνει ἀνακοινώσεις, δηλώσεις καὶ συζητήσεις ἐπὶ τῶν τρεχόντων διεθνῶν καὶ ἐσωτερικῶν ζητημάτων, ὅπως ἀνεκοινώθησαν ὑπὸ τῶν πρακτορείων εἰδήσεων. ΑΘΗΝΑΙ, 18.— Ἡ εἰδησεογραφία τῆς ἡμέρας περιλαμβάνει ἀνακοινώσεις, δηλώσεις καὶ συζητήσεις ἐπὶ τῶν τρεχόντων διεθνῶν καὶ ἐσωτερικῶν ζητημάτων, ὅπως ἀνεκοινώθησαν ὑπὸ τῶν πρακτορείων εἰδήσεων. ΑΘΗΝΑΙ, 18.— Ἡ εἰδησεογραφία τῆς ἡμέρας περιλαμβάνει ἀνακοινώσεις, δηλώσεις καὶ συζητήσεις ἐπὶ τῶν τρεχόντων διεθνῶν καὶ ἐσωτερικῶν ζητημάτων, ὅπως ἀνεκοινώθησαν ὑπὸ τῶν πρακτορείων εἰδήσεων. ΑΘΗΝΑΙ, 18.— Ἡ εἰδησεογραφία τῆς ἡμέρας περιλαμβάνει ἀνακοινώσεις, δηλώσεις καὶ συζητήσεις ἐπὶ τῶν τρεχόντων διεθνῶν καὶ ἐσωτερικῶν ζητημάτων, ὅπως ἀνεκοινώθησαν ὑπὸ τῶν πρακτορείων εἰδήσεων. ΑΘΗΝΑΙ, 18.— Ἡ εἰδησεογραφία τῆς ἡμέρας περιλαμβάνει ἀνακοινώσεις, δηλώσεις καὶ συζητήσεις ἐπὶ τῶν τρεχόντων διεθνῶν καὶ ἐσωτερικῶν ζητημάτων, ὅπως ἀνεκοινώθησαν ὑπὸ τῶν πρακτορείων εἰδήσεων. ΑΘΗΝΑΙ, 18.— Ἡ εἰδησεογραφία τῆς ἡμέρας περιλαμβάνει ἀνακοινώσεις, δηλώσεις καὶ συζητήσεις ἐπὶ τῶν τρεχόντων διεθνῶν καὶ ἐσωτερικῶν ζητημάτων, ὅπως ἀνεκοινώθησαν ὑπὸ τῶν πρακτορείων εἰδήσεων. — [424, 1827, 604, 2451]
headline-egypt-gdr: Συντόμως καὶ ἡ Αἴγυπτος θὰ προβῇ εἰς ἀναγνώρισιν τῆς Ἀνατολικῆς Γερμανίας — [620, 1780, 1115, 1892]
subheadline-air-forces: ΘΑ ΠΑΡΑΜΕΙΝΟΥΝ ΠΡΟΣ ΕΝΙΣΧΥΣΙΝ ΜΟΝΟΝ ΑΙ ΑΕΡΟΠΟΡΙΚΑΙ ΔΥΝΑΜΕΙΣ — [652, 764, 1083, 807]
article-text: ΑΘΗΝΑΙ, 18.— Ἡ εἰδησεογραφία τῆς ἡμέρας περιλαμβάνει ἀνακοινώσεις, δηλώσεις καὶ συζητήσεις ἐπὶ τῶν τρεχόντων διεθνῶν καὶ ἐσωτερικῶν ζητημάτων, ὅπως ἀνεκοινώθησαν ὑπὸ τῶν πρακτορείων εἰδήσεων. ΑΘΗΝΑΙ, 18.— Ἡ εἰδησεογραφία τῆς ἡμέρας περιλαμβάνει ἀνακοινώσεις, δηλώσεις καὶ συζητήσεις ἐπὶ τῶν τρεχόντων διεθνῶν καὶ ἐσωτερικῶν ζητημάτων, ὅπως ἀνεκοινώθησαν ὑπὸ τῶν πρακτορείων εἰδήσεων. ΑΘΗΝΑΙ, 18.— Ἡ εἰδησεογραφία τῆς ἡμέρας περιλαμβάνει ἀνακοινώσεις, δηλώσεις καὶ συζητήσεις ἐπὶ τῶν τρεχόντων διεθνῶν καὶ ἐσωτερικῶν ζητημάτων, ὅπως ἀνεκοινώθησαν ὑπὸ τῶν πρακτορείων εἰδήσεων. ΑΘΗΝΑΙ, 18.— Ἡ εἰδησεογραφία τῆς ἡμέρας περιλαμβάνει ἀνακοινώσεις, δηλώσεις καὶ συζητήσεις ἐπὶ τῶν τρεχόντων διεθνῶν καὶ ἐσωτερικῶν ζητημάτων, ὅπως ἀνεκοινώθησαν ὑπὸ τῶν πρακτορείων εἰδήσεων. — [424, 440, 604, 690]
article-text: ΑΘΗΝΑΙ, 18.— Ἡ εἰδησεογραφία τῆς ἡμέρας περιλαμβάνει ἀνακοινώσεις, δηλώσεις καὶ συζητήσεις ἐπὶ τῶν τρεχόντων διεθνῶν καὶ ἐσωτερικῶν ζητημάτων, ὅπως ἀνεκοινώθησαν ὑπὸ τῶν πρακτορείων εἰδήσεων. ΑΘΗΝΑΙ, 18.— Ἡ εἰδησεογραφία τῆς ἡμέρας περιλαμβάνει ἀνακοινώσεις, δηλώσεις καὶ συζητήσεις ἐπὶ τῶν τρεχόντων διεθνῶν καὶ ἐσωτερικῶν ζητημάτων, ὅπως ἀνεκοινώθησαν ὑπὸ τῶν πρακτορείων εἰδήσεων. ΑΘΗΝΑΙ, 18.— Ἡ εἰδησεογραφία τῆς ἡμέρας περιλαμβάνει ἀνακοινώσεις, δηλώσεις καὶ συζητήσεις ἐπὶ τῶν τρεχόντων διεθνῶν καὶ ἐσωτερικῶν ζητημάτων, ὅπως ἀνεκοινώθησαν ὑπὸ τῶν πρακτορείων εἰδήσεων. ΑΘΗΝΑΙ, 18.— Ἡ εἰδησεογραφία τῆς ἡμέρας περιλαμβάνει ἀνακοινώσεις, δηλώσεις καὶ συζητήσεις ἐπὶ τῶν τρεχόντων διεθνῶν καὶ ἐσωτερικῶν ζητημάτων, ὅπως ἀνεκοινώθησαν ὑπὸ τῶν πρακτορείων εἰδήσεων. ΑΘΗΝΑΙ, 18.— Ἡ εἰδησεογραφία τῆς ἡμέρας περιλαμβάνει ἀνακοινώσεις, δηλώσεις καὶ συζητήσεις ἐπὶ τῶν τρεχόντων διεθνῶν καὶ ἐσωτερικῶν ζητημάτων, ὅπως ἀνεκοινώθησαν ὑπὸ τῶν πρακτορείων εἰδήσεων. — [1131, 1380, 1503, 1526]
lead-subheadline-china: «ΟΙ ΠΑΓΚΟΣΜΙΟΙ ΟΡΓΑΝΙΣΜΟΙ, ΕΙΠΕ, ΠΡΕΠΕΙ ΝΑ ΠΕΡΙΛΑΜΒΑΝΟΥΝ ΟΛΑΣ ΤΑΣ ΧΩΡΑΣ».— — [26, 148, 400, 185]
headline-remittances: 696.745 ΔΟΛΛΑΡΙΑ ΕΙΣΕΧΘΗΣΑΝ ΚΑΤΑ ΤΟΝ ΜΑΪΟΝ ΥΠΟ ΝΑΥΤΙΛΛΟΜΕΝΩΝ ΚΑΙ ΕΡΓΑΖΟΜΕΝΩΝ ΕΙΣ ΕΞΩΤΕΡΙΚΟΝ — [25, 1315, 401, 1347]
lead-headline-china: Εἰσδοχὴν τῆς Κίνας εἰς τὰ Ἡν. Ἔθνη συνιστᾷ ὁ κ. Οὔ Θάντ — [21, 17, 404, 142]
article-text: ΑΘΗΝΑΙ, 18.— Ἡ εἰδησεογραφία τῆς ἡμέρας περιλαμβάνει ἀνακοινώσεις, δηλώσεις καὶ συζητήσεις ἐπὶ τῶν τρεχόντων διεθνῶν καὶ ἐσωτερικῶν ζητημάτων, ὅπως ἀνεκοινώθησαν ὑπὸ τῶν πρακτορείων εἰδήσεων. ΑΘΗΝΑΙ, 18.— Ἡ εἰδησεογραφία τῆς ἡμέρας περιλαμβάνει ἀνακοινώσεις, δηλώσεις καὶ συζητήσεις ἐπὶ τῶν τρεχόντων διεθνῶν καὶ ἐσωτερικῶν ζητημάτων, ὅπως ἀνεκοινώθησαν ὑπὸ τῶν πρακτορείων εἰδήσεων. ΑΘΗΝΑΙ, 18.— Ἡ εἰδησεογραφία τῆς ἡμέρας περιλαμβάνει ἀνακοινώσεις, δηλώσεις καὶ συζητήσεις ἐπὶ τῶν τρεχόντων διεθνῶν καὶ ἐσωτερικῶν ζητημάτων, ὅπως ἀνεκοινώθησαν ὑπὸ τῶν πρακτορείων εἰδήσεων. — [1131, 662, 1503, 755]
headline-philharmonic: ΞΕΝΟΙ ΜΟΥΣΙΚΟΙ ΕΙΣ ΤΗΝ ΦΙΛΑΡΜΟΝΙΚΗΝ ΤΗΣ Ν. ΥΟΡΚΗΣ ΑΠΟΧΩΡΟΥΝ ΤΗΣ ΥΠΗΡΕΣΙΑΣ ΣΥΝΕΠΕΙΑ ΓΗΡΑΤΟΣ — [12, 1468, 413, 1494]
